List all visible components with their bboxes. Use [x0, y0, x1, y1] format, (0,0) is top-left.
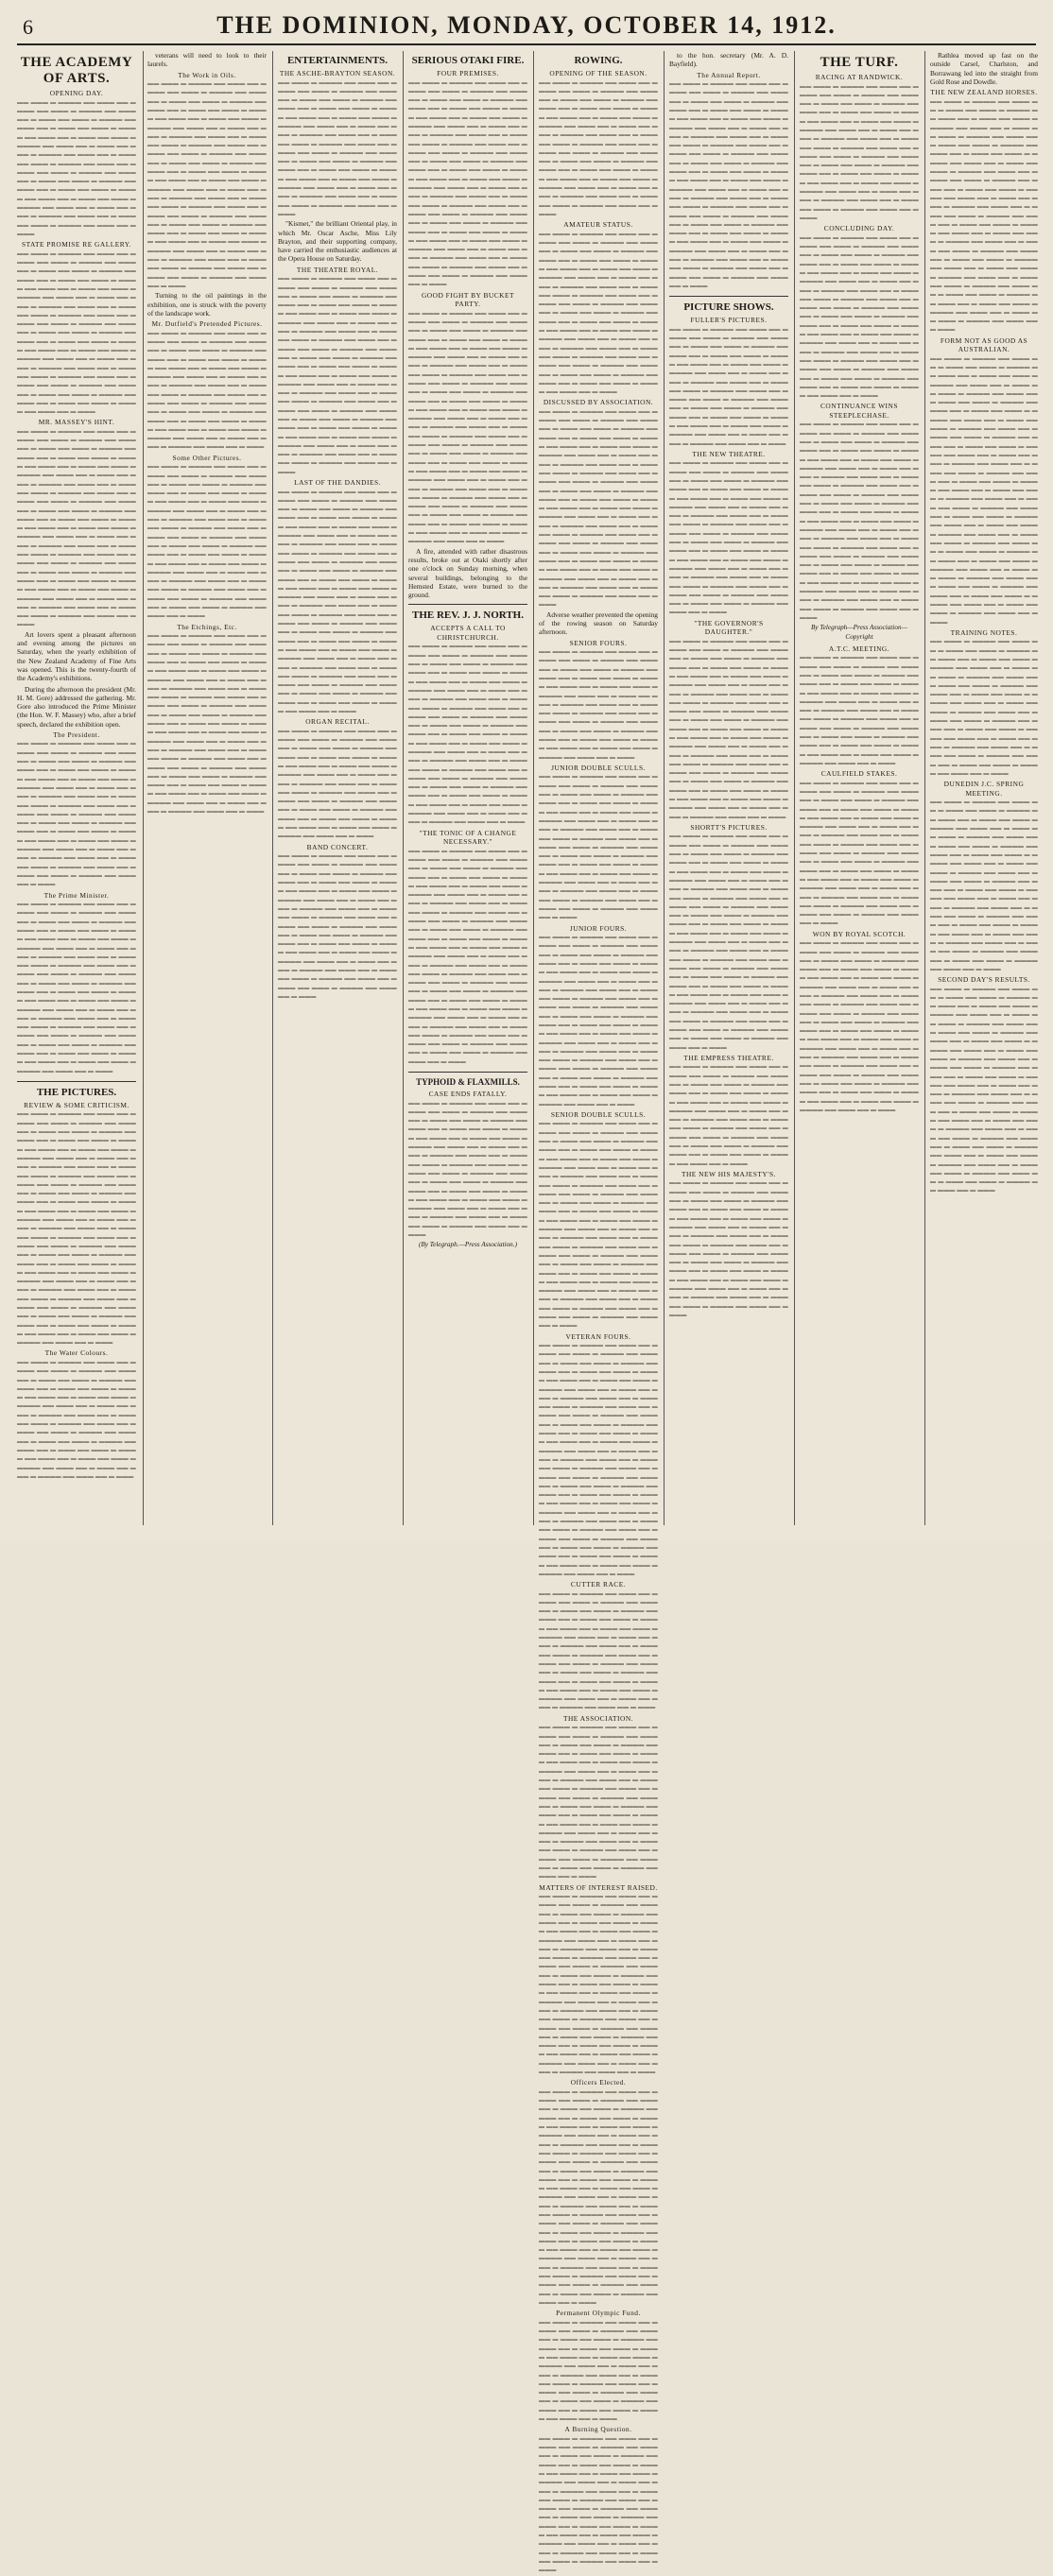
body-paragraph: During the afternoon the president (Mr. H. M. Gore) addressed the gathering. Mr. Gore also introduced the Prime Minister (the Hon. W. F. Massey) who, after a brief speech, declared the exhibition open. [17, 684, 136, 729]
column-text-texture: ▬▬ ▬▬▬ ▬ ▬▬▬▬ ▬▬ ▬▬▬ ▬▬ ▬ ▬▬▬ ▬▬ ▬▬▬ ▬ ▬▬▬▬ ▬▬ ▬▬▬ ▬▬ ▬ ▬▬▬ ▬▬ ▬▬▬ ▬ ▬▬▬▬ ▬▬ ▬▬▬ ▬▬ ▬ ▬▬▬ ▬▬ ▬▬▬ ▬ ▬▬▬▬ ▬▬ ▬▬▬ ▬▬ ▬ ▬▬▬ ▬▬ ▬▬▬ ▬ ▬▬▬▬ ▬▬ ▬▬▬ ▬▬ ▬ ▬▬▬ ▬▬ ▬▬▬ ▬ ▬▬▬▬ ▬▬ ▬▬▬ ▬▬ ▬ ▬▬▬ ▬▬ ▬▬▬ ▬ ▬▬▬▬ ▬▬ ▬▬▬ ▬▬ ▬ ▬▬▬ ▬▬ ▬▬▬ ▬ ▬▬▬▬ ▬▬ ▬▬▬ ▬▬ ▬ ▬▬▬ ▬▬ ▬▬▬ ▬ ▬▬▬▬ ▬▬ ▬▬▬ ▬▬ ▬ ▬▬▬ ▬▬ ▬▬▬ ▬ ▬▬▬▬ ▬▬ ▬▬▬ ▬▬ ▬ ▬▬▬ ▬▬ ▬▬▬ ▬ ▬▬▬▬ ▬▬ ▬▬▬ ▬▬ ▬ ▬▬▬ ▬▬ ▬▬▬ ▬ ▬▬▬▬ ▬▬ ▬▬▬ ▬▬ ▬ ▬▬▬ ▬▬ ▬▬▬ ▬ ▬▬▬▬ ▬▬ ▬▬▬ ▬▬ ▬ ▬▬▬ [539, 2435, 658, 2574]
column-text-texture: ▬▬ ▬▬▬ ▬ ▬▬▬▬ ▬▬ ▬▬▬ ▬▬ ▬ ▬▬▬ ▬▬ ▬▬▬ ▬ ▬▬▬▬ ▬▬ ▬▬▬ ▬▬ ▬ ▬▬▬ ▬▬ ▬▬▬ ▬ ▬▬▬▬ ▬▬ ▬▬▬ ▬▬ ▬ ▬▬▬ ▬▬ ▬▬▬ ▬ ▬▬▬▬ ▬▬ ▬▬▬ ▬▬ ▬ ▬▬▬ ▬▬ ▬▬▬ ▬ ▬▬▬▬ ▬▬ ▬▬▬ ▬▬ ▬ ▬▬▬ ▬▬ ▬▬▬ ▬ ▬▬▬▬ ▬▬ ▬▬▬ ▬▬ ▬ ▬▬▬ ▬▬ ▬▬▬ ▬ ▬▬▬▬ ▬▬ ▬▬▬ ▬▬ ▬ ▬▬▬ ▬▬ ▬▬▬ ▬ ▬▬▬▬ ▬▬ ▬▬▬ ▬▬ ▬ ▬▬▬ ▬▬ ▬▬▬ ▬ ▬▬▬▬ ▬▬ ▬▬▬ ▬▬ ▬ ▬▬▬ ▬▬ ▬▬▬ ▬ ▬▬▬▬ ▬▬ ▬▬▬ ▬▬ ▬ ▬▬▬ ▬▬ ▬▬▬ ▬ ▬▬▬▬ ▬▬ ▬▬▬ ▬▬ ▬ ▬▬▬ ▬▬ ▬▬▬ ▬ ▬▬▬▬ ▬▬ ▬▬▬ ▬▬ ▬ ▬▬▬ [669, 326, 788, 447]
column-2 [147, 51, 267, 1525]
byline: (By Telegraph.—Press Association.) [419, 1241, 517, 1249]
sub-heading: The Annual Report. [697, 70, 761, 79]
column-text-texture: ▬▬ ▬▬▬ ▬ ▬▬▬▬ ▬▬ ▬▬▬ ▬▬ ▬ ▬▬▬ ▬▬ ▬▬▬ ▬ ▬▬▬▬ ▬▬ ▬▬▬ ▬▬ ▬ ▬▬▬ ▬▬ ▬▬▬ ▬ ▬▬▬▬ ▬▬ ▬▬▬ ▬▬ ▬ ▬▬▬ ▬▬ ▬▬▬ ▬ ▬▬▬▬ ▬▬ ▬▬▬ ▬▬ ▬ ▬▬▬ ▬▬ ▬▬▬ ▬ ▬▬▬▬ ▬▬ ▬▬▬ ▬▬ ▬ ▬▬▬ ▬▬ ▬▬▬ ▬ ▬▬▬▬ ▬▬ ▬▬▬ ▬▬ ▬ ▬▬▬ ▬▬ ▬▬▬ ▬ ▬▬▬▬ ▬▬ ▬▬▬ ▬▬ ▬ ▬▬▬ ▬▬ ▬▬▬ ▬ ▬▬▬▬ ▬▬ ▬▬▬ ▬▬ ▬ ▬▬▬ ▬▬ ▬▬▬ ▬ ▬▬▬▬ ▬▬ ▬▬▬ ▬▬ ▬ ▬▬▬ ▬▬ ▬▬▬ ▬ ▬▬▬▬ ▬▬ ▬▬▬ ▬▬ ▬ ▬▬▬ ▬▬ ▬▬▬ ▬ ▬▬▬▬ ▬▬ ▬▬▬ ▬▬ ▬ ▬▬▬ ▬▬ ▬▬▬ ▬ ▬▬▬▬ ▬▬ ▬▬▬ ▬▬ ▬ ▬▬▬ ▬▬ ▬▬▬ ▬ ▬▬▬▬ ▬▬ ▬▬▬ ▬▬ ▬ ▬▬▬ ▬▬ ▬▬▬ ▬ ▬▬▬▬ ▬▬ ▬▬▬ ▬▬ ▬ ▬▬▬ [17, 741, 136, 888]
section-divider [408, 604, 527, 605]
column-text-texture: ▬▬ ▬▬▬ ▬ ▬▬▬▬ ▬▬ ▬▬▬ ▬▬ ▬ ▬▬▬ ▬▬ ▬▬▬ ▬ ▬▬▬▬ ▬▬ ▬▬▬ ▬▬ ▬ ▬▬▬ ▬▬ ▬▬▬ ▬ ▬▬▬▬ ▬▬ ▬▬▬ ▬▬ ▬ ▬▬▬ ▬▬ ▬▬▬ ▬ ▬▬▬▬ ▬▬ ▬▬▬ ▬▬ ▬ ▬▬▬ ▬▬ ▬▬▬ ▬ ▬▬▬▬ ▬▬ ▬▬▬ ▬▬ ▬ ▬▬▬ ▬▬ ▬▬▬ ▬ ▬▬▬▬ ▬▬ ▬▬▬ ▬▬ ▬ ▬▬▬ ▬▬ ▬▬▬ ▬ ▬▬▬▬ ▬▬ ▬▬▬ ▬▬ ▬ ▬▬▬ ▬▬ ▬▬▬ ▬ ▬▬▬▬ ▬▬ ▬▬▬ ▬▬ ▬ ▬▬▬ ▬▬ ▬▬▬ ▬ ▬▬▬▬ ▬▬ ▬▬▬ ▬▬ ▬ ▬▬▬ ▬▬ ▬▬▬ ▬ ▬▬▬▬ ▬▬ ▬▬▬ ▬▬ ▬ ▬▬▬ ▬▬ ▬▬▬ ▬ ▬▬▬▬ ▬▬ ▬▬▬ ▬▬ ▬ ▬▬▬ [278, 728, 397, 840]
article-headline: TYPHOID & FLAXMILLS. [416, 1077, 520, 1088]
column-text-texture: ▬▬ ▬▬▬ ▬ ▬▬▬▬ ▬▬ ▬▬▬ ▬▬ ▬ ▬▬▬ ▬▬ ▬▬▬ ▬ ▬▬▬▬ ▬▬ ▬▬▬ ▬▬ ▬ ▬▬▬ ▬▬ ▬▬▬ ▬ ▬▬▬▬ ▬▬ ▬▬▬ ▬▬ ▬ ▬▬▬ ▬▬ ▬▬▬ ▬ ▬▬▬▬ ▬▬ ▬▬▬ ▬▬ ▬ ▬▬▬ ▬▬ ▬▬▬ ▬ ▬▬▬▬ ▬▬ ▬▬▬ ▬▬ ▬ ▬▬▬ ▬▬ ▬▬▬ ▬ ▬▬▬▬ ▬▬ ▬▬▬ ▬▬ ▬ ▬▬▬ ▬▬ ▬▬▬ ▬ ▬▬▬▬ ▬▬ ▬▬▬ ▬▬ ▬ ▬▬▬ ▬▬ ▬▬▬ ▬ ▬▬▬▬ ▬▬ ▬▬▬ ▬▬ ▬ ▬▬▬ ▬▬ ▬▬▬ ▬ ▬▬▬▬ ▬▬ ▬▬▬ ▬▬ ▬ ▬▬▬ ▬▬ ▬▬▬ ▬ ▬▬▬▬ ▬▬ ▬▬▬ ▬▬ ▬ ▬▬▬ [669, 1064, 788, 1167]
column-rule [403, 51, 404, 1525]
column-text-texture: ▬▬ ▬▬▬ ▬ ▬▬▬▬ ▬▬ ▬▬▬ ▬▬ ▬ ▬▬▬ ▬▬ ▬▬▬ ▬ ▬▬▬▬ ▬▬ ▬▬▬ ▬▬ ▬ ▬▬▬ ▬▬ ▬▬▬ ▬ ▬▬▬▬ ▬▬ ▬▬▬ ▬▬ ▬ ▬▬▬ ▬▬ ▬▬▬ ▬ ▬▬▬▬ ▬▬ ▬▬▬ ▬▬ ▬ ▬▬▬ ▬▬ ▬▬▬ ▬ ▬▬▬▬ ▬▬ ▬▬▬ ▬▬ ▬ ▬▬▬ ▬▬ ▬▬▬ ▬ ▬▬▬▬ ▬▬ ▬▬▬ ▬▬ ▬ ▬▬▬ ▬▬ ▬▬▬ ▬ ▬▬▬▬ ▬▬ ▬▬▬ ▬▬ ▬ ▬▬▬ ▬▬ ▬▬▬ ▬ ▬▬▬▬ ▬▬ ▬▬▬ ▬▬ ▬ ▬▬▬ ▬▬ ▬▬▬ ▬ ▬▬▬▬ ▬▬ ▬▬▬ ▬▬ ▬ ▬▬▬ ▬▬ ▬▬▬ ▬ ▬▬▬▬ ▬▬ ▬▬▬ ▬▬ ▬ ▬▬▬ ▬▬ ▬▬▬ ▬ ▬▬▬▬ ▬▬ ▬▬▬ ▬▬ ▬ ▬▬▬ ▬▬ ▬▬▬ ▬ ▬▬▬▬ ▬▬ ▬▬▬ ▬▬ ▬ ▬▬▬ ▬▬ ▬▬▬ ▬ ▬▬▬▬ ▬▬ ▬▬▬ ▬▬ ▬ ▬▬▬ [539, 79, 658, 217]
column-text-texture: ▬▬ ▬▬▬ ▬ ▬▬▬▬ ▬▬ ▬▬▬ ▬▬ ▬ ▬▬▬ ▬▬ ▬▬▬ ▬ ▬▬▬▬ ▬▬ ▬▬▬ ▬▬ ▬ ▬▬▬ ▬▬ ▬▬▬ ▬ ▬▬▬▬ ▬▬ ▬▬▬ ▬▬ ▬ ▬▬▬ ▬▬ ▬▬▬ ▬ ▬▬▬▬ ▬▬ ▬▬▬ ▬▬ ▬ ▬▬▬ ▬▬ ▬▬▬ ▬ ▬▬▬▬ ▬▬ ▬▬▬ ▬▬ ▬ ▬▬▬ ▬▬ ▬▬▬ ▬ ▬▬▬▬ ▬▬ ▬▬▬ ▬▬ ▬ ▬▬▬ ▬▬ ▬▬▬ ▬ ▬▬▬▬ ▬▬ ▬▬▬ ▬▬ ▬ ▬▬▬ ▬▬ ▬▬▬ ▬ ▬▬▬▬ ▬▬ ▬▬▬ ▬▬ ▬ ▬▬▬ ▬▬ ▬▬▬ ▬ ▬▬▬▬ ▬▬ ▬▬▬ ▬▬ ▬ ▬▬▬ ▬▬ ▬▬▬ ▬ ▬▬▬▬ ▬▬ ▬▬▬ ▬▬ ▬ ▬▬▬ ▬▬ ▬▬▬ ▬ ▬▬▬▬ ▬▬ ▬▬▬ ▬▬ ▬ ▬▬▬ ▬▬ ▬▬▬ ▬ ▬▬▬▬ ▬▬ ▬▬▬ ▬▬ ▬ ▬▬▬ ▬▬ ▬▬▬ ▬ ▬▬▬▬ ▬▬ ▬▬▬ ▬▬ ▬ ▬▬▬ ▬▬ ▬▬▬ ▬ ▬▬▬▬ ▬▬ ▬▬▬ ▬▬ ▬ ▬▬▬ ▬▬ ▬▬▬ ▬ ▬▬▬▬ ▬▬ ▬▬▬ ▬▬ ▬ ▬▬▬ ▬▬ ▬▬▬ ▬ ▬▬▬▬ ▬▬ ▬▬▬ ▬▬ ▬ ▬▬▬ ▬▬ ▬▬▬ ▬ ▬▬▬▬ ▬▬ ▬▬▬ ▬▬ ▬ ▬▬▬ ▬▬ ▬▬▬ ▬ ▬▬▬▬ ▬▬ ▬▬▬ ▬▬ ▬ ▬▬▬ ▬▬ ▬▬▬ ▬ ▬▬▬▬ ▬▬ ▬▬▬ ▬▬ ▬ ▬▬▬ ▬▬ ▬▬▬ ▬ ▬▬▬▬ ▬▬ ▬▬▬ ▬▬ ▬ ▬▬▬ ▬▬ ▬▬▬ ▬ ▬▬▬▬ ▬▬ ▬▬▬ ▬▬ ▬ ▬▬▬ [408, 848, 527, 1065]
column-text-texture: ▬▬ ▬▬▬ ▬ ▬▬▬▬ ▬▬ ▬▬▬ ▬▬ ▬ ▬▬▬ ▬▬ ▬▬▬ ▬ ▬▬▬▬ ▬▬ ▬▬▬ ▬▬ ▬ ▬▬▬ ▬▬ ▬▬▬ ▬ ▬▬▬▬ ▬▬ ▬▬▬ ▬▬ ▬ ▬▬▬ ▬▬ ▬▬▬ ▬ ▬▬▬▬ ▬▬ ▬▬▬ ▬▬ ▬ ▬▬▬ ▬▬ ▬▬▬ ▬ ▬▬▬▬ ▬▬ ▬▬▬ ▬▬ ▬ ▬▬▬ ▬▬ ▬▬▬ ▬ ▬▬▬▬ ▬▬ ▬▬▬ ▬▬ ▬ ▬▬▬ ▬▬ ▬▬▬ ▬ ▬▬▬▬ ▬▬ ▬▬▬ ▬▬ ▬ ▬▬▬ ▬▬ ▬▬▬ ▬ ▬▬▬▬ ▬▬ ▬▬▬ ▬▬ ▬ ▬▬▬ ▬▬ ▬▬▬ ▬ ▬▬▬▬ ▬▬ ▬▬▬ ▬▬ ▬ ▬▬▬ ▬▬ ▬▬▬ ▬ ▬▬▬▬ ▬▬ ▬▬▬ ▬▬ ▬ ▬▬▬ ▬▬ ▬▬▬ ▬ ▬▬▬▬ ▬▬ ▬▬▬ ▬▬ ▬ ▬▬▬ ▬▬ ▬▬▬ ▬ ▬▬▬▬ ▬▬ ▬▬▬ ▬▬ ▬ ▬▬▬ ▬▬ ▬▬▬ ▬ ▬▬▬▬ ▬▬ ▬▬▬ ▬▬ ▬ ▬▬▬ ▬▬ ▬▬▬ ▬ ▬▬▬▬ ▬▬ ▬▬▬ ▬▬ ▬ ▬▬▬ ▬▬ ▬▬▬ ▬ ▬▬▬▬ ▬▬ ▬▬▬ ▬▬ ▬ ▬▬▬ ▬▬ ▬▬▬ ▬ ▬▬▬▬ ▬▬ ▬▬▬ ▬▬ ▬ ▬▬▬ ▬▬ ▬▬▬ ▬ ▬▬▬▬ ▬▬ ▬▬▬ ▬▬ ▬ ▬▬▬ [539, 935, 658, 1108]
sub-heading: RACING AT RANDWICK. [815, 73, 904, 81]
column-rule [924, 51, 925, 1525]
sub-heading: GOOD FIGHT BY BUCKET PARTY. [421, 290, 515, 309]
column-3 [278, 51, 397, 1525]
column-rule [664, 51, 665, 1525]
column-text-texture: ▬▬ ▬▬▬ ▬ ▬▬▬▬ ▬▬ ▬▬▬ ▬▬ ▬ ▬▬▬ ▬▬ ▬▬▬ ▬ ▬▬▬▬ ▬▬ ▬▬▬ ▬▬ ▬ ▬▬▬ ▬▬ ▬▬▬ ▬ ▬▬▬▬ ▬▬ ▬▬▬ ▬▬ ▬ ▬▬▬ ▬▬ ▬▬▬ ▬ ▬▬▬▬ ▬▬ ▬▬▬ ▬▬ ▬ ▬▬▬ ▬▬ ▬▬▬ ▬ ▬▬▬▬ ▬▬ ▬▬▬ ▬▬ ▬ ▬▬▬ ▬▬ ▬▬▬ ▬ ▬▬▬▬ ▬▬ ▬▬▬ ▬▬ ▬ ▬▬▬ ▬▬ ▬▬▬ ▬ ▬▬▬▬ ▬▬ ▬▬▬ ▬▬ ▬ ▬▬▬ ▬▬ ▬▬▬ ▬ ▬▬▬▬ ▬▬ ▬▬▬ ▬▬ ▬ ▬▬▬ ▬▬ ▬▬▬ ▬ ▬▬▬▬ ▬▬ ▬▬▬ ▬▬ ▬ ▬▬▬ ▬▬ ▬▬▬ ▬ ▬▬▬▬ ▬▬ ▬▬▬ ▬▬ ▬ ▬▬▬ ▬▬ ▬▬▬ ▬ ▬▬▬▬ ▬▬ ▬▬▬ ▬▬ ▬ ▬▬▬ ▬▬ ▬▬▬ ▬ ▬▬▬▬ ▬▬ ▬▬▬ ▬▬ ▬ ▬▬▬ ▬▬ ▬▬▬ ▬ ▬▬▬▬ ▬▬ ▬▬▬ ▬▬ ▬ ▬▬▬ ▬▬ ▬▬▬ ▬ ▬▬▬▬ ▬▬ ▬▬▬ ▬▬ ▬ ▬▬▬ ▬▬ ▬▬▬ ▬ ▬▬▬▬ ▬▬ ▬▬▬ ▬▬ ▬ ▬▬▬ ▬▬ ▬▬▬ ▬ ▬▬▬▬ ▬▬ ▬▬▬ ▬▬ ▬ ▬▬▬ ▬▬ ▬▬▬ ▬ ▬▬▬▬ ▬▬ ▬▬▬ ▬▬ ▬ ▬▬▬ ▬▬ ▬▬▬ ▬ ▬▬▬▬ ▬▬ ▬▬▬ ▬▬ ▬ ▬▬▬ ▬▬ ▬▬▬ ▬ ▬▬▬▬ ▬▬ ▬▬▬ ▬▬ ▬ ▬▬▬ ▬▬ ▬▬▬ ▬ ▬▬▬▬ ▬▬ ▬▬▬ ▬▬ ▬ ▬▬▬ ▬▬ ▬▬▬ ▬ ▬▬▬▬ ▬▬ ▬▬▬ ▬▬ ▬ ▬▬▬ [539, 2088, 658, 2306]
sub-heading: OPENING OF THE SEASON. [549, 69, 647, 77]
sub-heading: THE NEW ZEALAND HORSES. [930, 88, 1038, 97]
body-paragraph: Adverse weather prevented the opening of the rowing season on Saturday afternoon. [539, 610, 658, 637]
column-text-texture: ▬▬ ▬▬▬ ▬ ▬▬▬▬ ▬▬ ▬▬▬ ▬▬ ▬ ▬▬▬ ▬▬ ▬▬▬ ▬ ▬▬▬▬ ▬▬ ▬▬▬ ▬▬ ▬ ▬▬▬ ▬▬ ▬▬▬ ▬ ▬▬▬▬ ▬▬ ▬▬▬ ▬▬ ▬ ▬▬▬ ▬▬ ▬▬▬ ▬ ▬▬▬▬ ▬▬ ▬▬▬ ▬▬ ▬ ▬▬▬ ▬▬ ▬▬▬ ▬ ▬▬▬▬ ▬▬ ▬▬▬ ▬▬ ▬ ▬▬▬ ▬▬ ▬▬▬ ▬ ▬▬▬▬ ▬▬ ▬▬▬ ▬▬ ▬ ▬▬▬ ▬▬ ▬▬▬ ▬ ▬▬▬▬ ▬▬ ▬▬▬ ▬▬ ▬ ▬▬▬ ▬▬ ▬▬▬ ▬ ▬▬▬▬ ▬▬ ▬▬▬ ▬▬ ▬ ▬▬▬ ▬▬ ▬▬▬ ▬ ▬▬▬▬ ▬▬ ▬▬▬ ▬▬ ▬ ▬▬▬ ▬▬ ▬▬▬ ▬ ▬▬▬▬ ▬▬ ▬▬▬ ▬▬ ▬ ▬▬▬ ▬▬ ▬▬▬ ▬ ▬▬▬▬ ▬▬ ▬▬▬ ▬▬ ▬ ▬▬▬ ▬▬ ▬▬▬ ▬ ▬▬▬▬ ▬▬ ▬▬▬ ▬▬ ▬ ▬▬▬ ▬▬ ▬▬▬ ▬ ▬▬▬▬ ▬▬ ▬▬▬ ▬▬ ▬ ▬▬▬ ▬▬ ▬▬▬ ▬ ▬▬▬▬ ▬▬ ▬▬▬ ▬▬ ▬ ▬▬▬ ▬▬ ▬▬▬ ▬ ▬▬▬▬ ▬▬ ▬▬▬ ▬▬ ▬ ▬▬▬ ▬▬ ▬▬▬ ▬ ▬▬▬▬ ▬▬ ▬▬▬ ▬▬ ▬ ▬▬▬ ▬▬ ▬▬▬ ▬ ▬▬▬▬ ▬▬ ▬▬▬ ▬▬ ▬ ▬▬▬ ▬▬ ▬▬▬ ▬ ▬▬▬▬ ▬▬ ▬▬▬ ▬▬ ▬ ▬▬▬ ▬▬ ▬▬▬ ▬ ▬▬▬▬ ▬▬ ▬▬▬ ▬▬ ▬ ▬▬▬ ▬▬ ▬▬▬ ▬ ▬▬▬▬ ▬▬ ▬▬▬ ▬▬ ▬ ▬▬▬ [147, 81, 267, 289]
section-divider [669, 296, 788, 297]
sub-heading: OPENING DAY. [49, 89, 104, 97]
column-text-texture: ▬▬ ▬▬▬ ▬ ▬▬▬▬ ▬▬ ▬▬▬ ▬▬ ▬ ▬▬▬ ▬▬ ▬▬▬ ▬ ▬▬▬▬ ▬▬ ▬▬▬ ▬▬ ▬ ▬▬▬ ▬▬ ▬▬▬ ▬ ▬▬▬▬ ▬▬ ▬▬▬ ▬▬ ▬ ▬▬▬ ▬▬ ▬▬▬ ▬ ▬▬▬▬ ▬▬ ▬▬▬ ▬▬ ▬ ▬▬▬ ▬▬ ▬▬▬ ▬ ▬▬▬▬ ▬▬ ▬▬▬ ▬▬ ▬ ▬▬▬ ▬▬ ▬▬▬ ▬ ▬▬▬▬ ▬▬ ▬▬▬ ▬▬ ▬ ▬▬▬ ▬▬ ▬▬▬ ▬ ▬▬▬▬ ▬▬ ▬▬▬ ▬▬ ▬ ▬▬▬ ▬▬ ▬▬▬ ▬ ▬▬▬▬ ▬▬ ▬▬▬ ▬▬ ▬ ▬▬▬ ▬▬ ▬▬▬ ▬ ▬▬▬▬ ▬▬ ▬▬▬ ▬▬ ▬ ▬▬▬ ▬▬ ▬▬▬ ▬ ▬▬▬▬ ▬▬ ▬▬▬ ▬▬ ▬ ▬▬▬ ▬▬ ▬▬▬ ▬ ▬▬▬▬ ▬▬ ▬▬▬ ▬▬ ▬ ▬▬▬ [539, 649, 658, 761]
sub-heading: SHORTT'S PICTURES. [690, 822, 768, 832]
sub-heading: AMATEUR STATUS. [563, 220, 633, 230]
sub-heading: THE NEW HIS MAJESTY'S. [681, 1169, 777, 1178]
column-text-texture: ▬▬ ▬▬▬ ▬ ▬▬▬▬ ▬▬ ▬▬▬ ▬▬ ▬ ▬▬▬ ▬▬ ▬▬▬ ▬ ▬▬▬▬ ▬▬ ▬▬▬ ▬▬ ▬ ▬▬▬ ▬▬ ▬▬▬ ▬ ▬▬▬▬ ▬▬ ▬▬▬ ▬▬ ▬ ▬▬▬ ▬▬ ▬▬▬ ▬ ▬▬▬▬ ▬▬ ▬▬▬ ▬▬ ▬ ▬▬▬ ▬▬ ▬▬▬ ▬ ▬▬▬▬ ▬▬ ▬▬▬ ▬▬ ▬ ▬▬▬ ▬▬ ▬▬▬ ▬ ▬▬▬▬ ▬▬ ▬▬▬ ▬▬ ▬ ▬▬▬ ▬▬ ▬▬▬ ▬ ▬▬▬▬ ▬▬ ▬▬▬ ▬▬ ▬ ▬▬▬ ▬▬ ▬▬▬ ▬ ▬▬▬▬ ▬▬ ▬▬▬ ▬▬ ▬ ▬▬▬ ▬▬ ▬▬▬ ▬ ▬▬▬▬ ▬▬ ▬▬▬ ▬▬ ▬ ▬▬▬ ▬▬ ▬▬▬ ▬ ▬▬▬▬ ▬▬ ▬▬▬ ▬▬ ▬ ▬▬▬ ▬▬ ▬▬▬ ▬ ▬▬▬▬ ▬▬ ▬▬▬ ▬▬ ▬ ▬▬▬ ▬▬ ▬▬▬ ▬ ▬▬▬▬ ▬▬ ▬▬▬ ▬▬ ▬ ▬▬▬ [147, 330, 267, 451]
sub-heading: Officers Elected. [570, 2078, 627, 2087]
column-text-texture: ▬▬ ▬▬▬ ▬ ▬▬▬▬ ▬▬ ▬▬▬ ▬▬ ▬ ▬▬▬ ▬▬ ▬▬▬ ▬ ▬▬▬▬ ▬▬ ▬▬▬ ▬▬ ▬ ▬▬▬ ▬▬ ▬▬▬ ▬ ▬▬▬▬ ▬▬ ▬▬▬ ▬▬ ▬ ▬▬▬ ▬▬ ▬▬▬ ▬ ▬▬▬▬ ▬▬ ▬▬▬ ▬▬ ▬ ▬▬▬ ▬▬ ▬▬▬ ▬ ▬▬▬▬ ▬▬ ▬▬▬ ▬▬ ▬ ▬▬▬ ▬▬ ▬▬▬ ▬ ▬▬▬▬ ▬▬ ▬▬▬ ▬▬ ▬ ▬▬▬ ▬▬ ▬▬▬ ▬ ▬▬▬▬ ▬▬ ▬▬▬ ▬▬ ▬ ▬▬▬ ▬▬ ▬▬▬ ▬ ▬▬▬▬ ▬▬ ▬▬▬ ▬▬ ▬ ▬▬▬ ▬▬ ▬▬▬ ▬ ▬▬▬▬ ▬▬ ▬▬▬ ▬▬ ▬ ▬▬▬ ▬▬ ▬▬▬ ▬ ▬▬▬▬ ▬▬ ▬▬▬ ▬▬ ▬ ▬▬▬ ▬▬ ▬▬▬ ▬ ▬▬▬▬ ▬▬ ▬▬▬ ▬▬ ▬ ▬▬▬ ▬▬ ▬▬▬ ▬ ▬▬▬▬ ▬▬ ▬▬▬ ▬▬ ▬ ▬▬▬ ▬▬ ▬▬▬ ▬ ▬▬▬▬ ▬▬ ▬▬▬ ▬▬ ▬ ▬▬▬ ▬▬ ▬▬▬ ▬ ▬▬▬▬ ▬▬ ▬▬▬ ▬▬ ▬ ▬▬▬ ▬▬ ▬▬▬ ▬ ▬▬▬▬ ▬▬ ▬▬▬ ▬▬ ▬ ▬▬▬ ▬▬ ▬▬▬ ▬ ▬▬▬▬ ▬▬ ▬▬▬ ▬▬ ▬ ▬▬▬ ▬▬ ▬▬▬ ▬ ▬▬▬▬ ▬▬ ▬▬▬ ▬▬ ▬ ▬▬▬ ▬▬ ▬▬▬ ▬ ▬▬▬▬ ▬▬ ▬▬▬ ▬▬ ▬ ▬▬▬ ▬▬ ▬▬▬ ▬ ▬▬▬▬ ▬▬ ▬▬▬ ▬▬ ▬ ▬▬▬ ▬▬ ▬▬▬ ▬ ▬▬▬▬ ▬▬ ▬▬▬ ▬▬ ▬ ▬▬▬ ▬▬ ▬▬▬ ▬ ▬▬▬▬ ▬▬ ▬▬▬ ▬▬ ▬ ▬▬▬ ▬▬ ▬▬▬ ▬ ▬▬▬▬ ▬▬ ▬▬▬ ▬▬ ▬ ▬▬▬ [278, 489, 397, 714]
page-number: 6 [23, 15, 33, 39]
column-text-texture: ▬▬ ▬▬▬ ▬ ▬▬▬▬ ▬▬ ▬▬▬ ▬▬ ▬ ▬▬▬ ▬▬ ▬▬▬ ▬ ▬▬▬▬ ▬▬ ▬▬▬ ▬▬ ▬ ▬▬▬ ▬▬ ▬▬▬ ▬ ▬▬▬▬ ▬▬ ▬▬▬ ▬▬ ▬ ▬▬▬ ▬▬ ▬▬▬ ▬ ▬▬▬▬ ▬▬ ▬▬▬ ▬▬ ▬ ▬▬▬ ▬▬ ▬▬▬ ▬ ▬▬▬▬ ▬▬ ▬▬▬ ▬▬ ▬ ▬▬▬ ▬▬ ▬▬▬ ▬ ▬▬▬▬ ▬▬ ▬▬▬ ▬▬ ▬ ▬▬▬ ▬▬ ▬▬▬ ▬ ▬▬▬▬ ▬▬ ▬▬▬ ▬▬ ▬ ▬▬▬ ▬▬ ▬▬▬ ▬ ▬▬▬▬ ▬▬ ▬▬▬ ▬▬ ▬ ▬▬▬ ▬▬ ▬▬▬ ▬ ▬▬▬▬ ▬▬ ▬▬▬ ▬▬ ▬ ▬▬▬ ▬▬ ▬▬▬ ▬ ▬▬▬▬ ▬▬ ▬▬▬ ▬▬ ▬ ▬▬▬ ▬▬ ▬▬▬ ▬ ▬▬▬▬ ▬▬ ▬▬▬ ▬▬ ▬ ▬▬▬ ▬▬ ▬▬▬ ▬ ▬▬▬▬ ▬▬ ▬▬▬ ▬▬ ▬ ▬▬▬ ▬▬ ▬▬▬ ▬ ▬▬▬▬ ▬▬ ▬▬▬ ▬▬ ▬ ▬▬▬ ▬▬ ▬▬▬ ▬ ▬▬▬▬ ▬▬ ▬▬▬ ▬▬ ▬ ▬▬▬ ▬▬ ▬▬▬ ▬ ▬▬▬▬ ▬▬ ▬▬▬ ▬▬ ▬ ▬▬▬ ▬▬ ▬▬▬ ▬ ▬▬▬▬ ▬▬ ▬▬▬ ▬▬ ▬ ▬▬▬ ▬▬ ▬▬▬ ▬ ▬▬▬▬ ▬▬ ▬▬▬ ▬▬ ▬ ▬▬▬ ▬▬ ▬▬▬ ▬ ▬▬▬▬ ▬▬ ▬▬▬ ▬▬ ▬ ▬▬▬ ▬▬ ▬▬▬ ▬ ▬▬▬▬ ▬▬ ▬▬▬ ▬▬ ▬ ▬▬▬ ▬▬ ▬▬▬ ▬ ▬▬▬▬ ▬▬ ▬▬▬ ▬▬ ▬ ▬▬▬ ▬▬ ▬▬▬ ▬ ▬▬▬▬ ▬▬ ▬▬▬ ▬▬ ▬ ▬▬▬ ▬▬ ▬▬▬ ▬ ▬▬▬▬ ▬▬ ▬▬▬ ▬▬ ▬ ▬▬▬ ▬▬ ▬▬▬ ▬ ▬▬▬▬ ▬▬ ▬▬▬ ▬▬ ▬ ▬▬▬ [408, 310, 527, 545]
column-text-texture: ▬▬ ▬▬▬ ▬ ▬▬▬▬ ▬▬ ▬▬▬ ▬▬ ▬ ▬▬▬ ▬▬ ▬▬▬ ▬ ▬▬▬▬ ▬▬ ▬▬▬ ▬▬ ▬ ▬▬▬ ▬▬ ▬▬▬ ▬ ▬▬▬▬ ▬▬ ▬▬▬ ▬▬ ▬ ▬▬▬ ▬▬ ▬▬▬ ▬ ▬▬▬▬ ▬▬ ▬▬▬ ▬▬ ▬ ▬▬▬ ▬▬ ▬▬▬ ▬ ▬▬▬▬ ▬▬ ▬▬▬ ▬▬ ▬ ▬▬▬ ▬▬ ▬▬▬ ▬ ▬▬▬▬ ▬▬ ▬▬▬ ▬▬ ▬ ▬▬▬ ▬▬ ▬▬▬ ▬ ▬▬▬▬ ▬▬ ▬▬▬ ▬▬ ▬ ▬▬▬ ▬▬ ▬▬▬ ▬ ▬▬▬▬ ▬▬ ▬▬▬ ▬▬ ▬ ▬▬▬ ▬▬ ▬▬▬ ▬ ▬▬▬▬ ▬▬ ▬▬▬ ▬▬ ▬ ▬▬▬ ▬▬ ▬▬▬ ▬ ▬▬▬▬ ▬▬ ▬▬▬ ▬▬ ▬ ▬▬▬ ▬▬ ▬▬▬ ▬ ▬▬▬▬ ▬▬ ▬▬▬ ▬▬ ▬ ▬▬▬ ▬▬ ▬▬▬ ▬ ▬▬▬▬ ▬▬ ▬▬▬ ▬▬ ▬ ▬▬▬ ▬▬ ▬▬▬ ▬ ▬▬▬▬ ▬▬ ▬▬▬ ▬▬ ▬ ▬▬▬ ▬▬ ▬▬▬ ▬ ▬▬▬▬ ▬▬ ▬▬▬ ▬▬ ▬ ▬▬▬ [278, 853, 397, 1000]
sub-heading: THE ASSOCIATION. [562, 1713, 634, 1723]
columns-container [17, 51, 1038, 2574]
column-text-texture: ▬▬ ▬▬▬ ▬ ▬▬▬▬ ▬▬ ▬▬▬ ▬▬ ▬ ▬▬▬ ▬▬ ▬▬▬ ▬ ▬▬▬▬ ▬▬ ▬▬▬ ▬▬ ▬ ▬▬▬ ▬▬ ▬▬▬ ▬ ▬▬▬▬ ▬▬ ▬▬▬ ▬▬ ▬ ▬▬▬ ▬▬ ▬▬▬ ▬ ▬▬▬▬ ▬▬ ▬▬▬ ▬▬ ▬ ▬▬▬ ▬▬ ▬▬▬ ▬ ▬▬▬▬ ▬▬ ▬▬▬ ▬▬ ▬ ▬▬▬ ▬▬ ▬▬▬ ▬ ▬▬▬▬ ▬▬ ▬▬▬ ▬▬ ▬ ▬▬▬ ▬▬ ▬▬▬ ▬ ▬▬▬▬ ▬▬ ▬▬▬ ▬▬ ▬ ▬▬▬ ▬▬ ▬▬▬ ▬ ▬▬▬▬ ▬▬ ▬▬▬ ▬▬ ▬ ▬▬▬ ▬▬ ▬▬▬ ▬ ▬▬▬▬ ▬▬ ▬▬▬ ▬▬ ▬ ▬▬▬ ▬▬ ▬▬▬ ▬ ▬▬▬▬ ▬▬ ▬▬▬ ▬▬ ▬ ▬▬▬ ▬▬ ▬▬▬ ▬ ▬▬▬▬ ▬▬ ▬▬▬ ▬▬ ▬ ▬▬▬ ▬▬ ▬▬▬ ▬ ▬▬▬▬ ▬▬ ▬▬▬ ▬▬ ▬ ▬▬▬ [930, 639, 1038, 777]
column-text-texture: ▬▬ ▬▬▬ ▬ ▬▬▬▬ ▬▬ ▬▬▬ ▬▬ ▬ ▬▬▬ ▬▬ ▬▬▬ ▬ ▬▬▬▬ ▬▬ ▬▬▬ ▬▬ ▬ ▬▬▬ ▬▬ ▬▬▬ ▬ ▬▬▬▬ ▬▬ ▬▬▬ ▬▬ ▬ ▬▬▬ ▬▬ ▬▬▬ ▬ ▬▬▬▬ ▬▬ ▬▬▬ ▬▬ ▬ ▬▬▬ ▬▬ ▬▬▬ ▬ ▬▬▬▬ ▬▬ ▬▬▬ ▬▬ ▬ ▬▬▬ ▬▬ ▬▬▬ ▬ ▬▬▬▬ ▬▬ ▬▬▬ ▬▬ ▬ ▬▬▬ ▬▬ ▬▬▬ ▬ ▬▬▬▬ ▬▬ ▬▬▬ ▬▬ ▬ ▬▬▬ ▬▬ ▬▬▬ ▬ ▬▬▬▬ ▬▬ ▬▬▬ ▬▬ ▬ ▬▬▬ ▬▬ ▬▬▬ ▬ ▬▬▬▬ ▬▬ ▬▬▬ ▬▬ ▬ ▬▬▬ ▬▬ ▬▬▬ ▬ ▬▬▬▬ ▬▬ ▬▬▬ ▬▬ ▬ ▬▬▬ ▬▬ ▬▬▬ ▬ ▬▬▬▬ ▬▬ ▬▬▬ ▬▬ ▬ ▬▬▬ ▬▬ ▬▬▬ ▬ ▬▬▬▬ ▬▬ ▬▬▬ ▬▬ ▬ ▬▬▬ [539, 1590, 658, 1711]
sub-heading: VETERAN FOURS. [565, 1331, 631, 1341]
column-text-texture: ▬▬ ▬▬▬ ▬ ▬▬▬▬ ▬▬ ▬▬▬ ▬▬ ▬ ▬▬▬ ▬▬ ▬▬▬ ▬ ▬▬▬▬ ▬▬ ▬▬▬ ▬▬ ▬ ▬▬▬ ▬▬ ▬▬▬ ▬ ▬▬▬▬ ▬▬ ▬▬▬ ▬▬ ▬ ▬▬▬ ▬▬ ▬▬▬ ▬ ▬▬▬▬ ▬▬ ▬▬▬ ▬▬ ▬ ▬▬▬ ▬▬ ▬▬▬ ▬ ▬▬▬▬ ▬▬ ▬▬▬ ▬▬ ▬ ▬▬▬ ▬▬ ▬▬▬ ▬ ▬▬▬▬ ▬▬ ▬▬▬ ▬▬ ▬ ▬▬▬ ▬▬ ▬▬▬ ▬ ▬▬▬▬ ▬▬ ▬▬▬ ▬▬ ▬ ▬▬▬ ▬▬ ▬▬▬ ▬ ▬▬▬▬ ▬▬ ▬▬▬ ▬▬ ▬ ▬▬▬ ▬▬ ▬▬▬ ▬ ▬▬▬▬ ▬▬ ▬▬▬ ▬▬ ▬ ▬▬▬ ▬▬ ▬▬▬ ▬ ▬▬▬▬ ▬▬ ▬▬▬ ▬▬ ▬ ▬▬▬ ▬▬ ▬▬▬ ▬ ▬▬▬▬ ▬▬ ▬▬▬ ▬▬ ▬ ▬▬▬ ▬▬ ▬▬▬ ▬ ▬▬▬▬ ▬▬ ▬▬▬ ▬▬ ▬ ▬▬▬ ▬▬ ▬▬▬ ▬ ▬▬▬▬ ▬▬ ▬▬▬ ▬▬ ▬ ▬▬▬ ▬▬ ▬▬▬ ▬ ▬▬▬▬ ▬▬ ▬▬▬ ▬▬ ▬ ▬▬▬ ▬▬ ▬▬▬ ▬ ▬▬▬▬ ▬▬ ▬▬▬ ▬▬ ▬ ▬▬▬ ▬▬ ▬▬▬ ▬ ▬▬▬▬ ▬▬ ▬▬▬ ▬▬ ▬ ▬▬▬ ▬▬ ▬▬▬ ▬ ▬▬▬▬ ▬▬ ▬▬▬ ▬▬ ▬ ▬▬▬ ▬▬ ▬▬▬ ▬ ▬▬▬▬ ▬▬ ▬▬▬ ▬▬ ▬ ▬▬▬ ▬▬ ▬▬▬ ▬ ▬▬▬▬ ▬▬ ▬▬▬ ▬▬ ▬ ▬▬▬ ▬▬ ▬▬▬ ▬ ▬▬▬▬ ▬▬ ▬▬▬ ▬▬ ▬ ▬▬▬ ▬▬ ▬▬▬ ▬ ▬▬▬▬ ▬▬ ▬▬▬ ▬▬ ▬ ▬▬▬ [669, 833, 788, 1051]
sub-heading: JUNIOR FOURS. [569, 923, 628, 933]
body-paragraph: Art lovers spent a pleasant afternoon and evening among the pictures on Saturday, when the yearly exhibition of the New Zealand Academy of Fine Arts was opened. This is the twenty-fourth of the Academy's exhibitions. [17, 629, 136, 683]
column-text-texture: ▬▬ ▬▬▬ ▬ ▬▬▬▬ ▬▬ ▬▬▬ ▬▬ ▬ ▬▬▬ ▬▬ ▬▬▬ ▬ ▬▬▬▬ ▬▬ ▬▬▬ ▬▬ ▬ ▬▬▬ ▬▬ ▬▬▬ ▬ ▬▬▬▬ ▬▬ ▬▬▬ ▬▬ ▬ ▬▬▬ ▬▬ ▬▬▬ ▬ ▬▬▬▬ ▬▬ ▬▬▬ ▬▬ ▬ ▬▬▬ ▬▬ ▬▬▬ ▬ ▬▬▬▬ ▬▬ ▬▬▬ ▬▬ ▬ ▬▬▬ ▬▬ ▬▬▬ ▬ ▬▬▬▬ ▬▬ ▬▬▬ ▬▬ ▬ ▬▬▬ ▬▬ ▬▬▬ ▬ ▬▬▬▬ ▬▬ ▬▬▬ ▬▬ ▬ ▬▬▬ ▬▬ ▬▬▬ ▬ ▬▬▬▬ ▬▬ ▬▬▬ ▬▬ ▬ ▬▬▬ ▬▬ ▬▬▬ ▬ ▬▬▬▬ ▬▬ ▬▬▬ ▬▬ ▬ ▬▬▬ ▬▬ ▬▬▬ ▬ ▬▬▬▬ ▬▬ ▬▬▬ ▬▬ ▬ ▬▬▬ ▬▬ ▬▬▬ ▬ ▬▬▬▬ ▬▬ ▬▬▬ ▬▬ ▬ ▬▬▬ ▬▬ ▬▬▬ ▬ ▬▬▬▬ ▬▬ ▬▬▬ ▬▬ ▬ ▬▬▬ ▬▬ ▬▬▬ ▬ ▬▬▬▬ ▬▬ ▬▬▬ ▬▬ ▬ ▬▬▬ [669, 1180, 788, 1318]
column-rule [533, 51, 534, 1525]
column-text-texture: ▬▬ ▬▬▬ ▬ ▬▬▬▬ ▬▬ ▬▬▬ ▬▬ ▬ ▬▬▬ ▬▬ ▬▬▬ ▬ ▬▬▬▬ ▬▬ ▬▬▬ ▬▬ ▬ ▬▬▬ ▬▬ ▬▬▬ ▬ ▬▬▬▬ ▬▬ ▬▬▬ ▬▬ ▬ ▬▬▬ ▬▬ ▬▬▬ ▬ ▬▬▬▬ ▬▬ ▬▬▬ ▬▬ ▬ ▬▬▬ ▬▬ ▬▬▬ ▬ ▬▬▬▬ ▬▬ ▬▬▬ ▬▬ ▬ ▬▬▬ ▬▬ ▬▬▬ ▬ ▬▬▬▬ ▬▬ ▬▬▬ ▬▬ ▬ ▬▬▬ ▬▬ ▬▬▬ ▬ ▬▬▬▬ ▬▬ ▬▬▬ ▬▬ ▬ ▬▬▬ ▬▬ ▬▬▬ ▬ ▬▬▬▬ ▬▬ ▬▬▬ ▬▬ ▬ ▬▬▬ ▬▬ ▬▬▬ ▬ ▬▬▬▬ ▬▬ ▬▬▬ ▬▬ ▬ ▬▬▬ ▬▬ ▬▬▬ ▬ ▬▬▬▬ ▬▬ ▬▬▬ ▬▬ ▬ ▬▬▬ ▬▬ ▬▬▬ ▬ ▬▬▬▬ ▬▬ ▬▬▬ ▬▬ ▬ ▬▬▬ ▬▬ ▬▬▬ ▬ ▬▬▬▬ ▬▬ ▬▬▬ ▬▬ ▬ ▬▬▬ ▬▬ ▬▬▬ ▬ ▬▬▬▬ ▬▬ ▬▬▬ ▬▬ ▬ ▬▬▬ ▬▬ ▬▬▬ ▬ ▬▬▬▬ ▬▬ ▬▬▬ ▬▬ ▬ ▬▬▬ ▬▬ ▬▬▬ ▬ ▬▬▬▬ ▬▬ ▬▬▬ ▬▬ ▬ ▬▬▬ [539, 1725, 658, 1880]
column-7 [800, 51, 919, 1525]
column-rule [143, 51, 144, 1525]
body-paragraph: to the hon. secretary (Mr. A. D. Bayfield). [669, 51, 788, 69]
column-text-texture: ▬▬ ▬▬▬ ▬ ▬▬▬▬ ▬▬ ▬▬▬ ▬▬ ▬ ▬▬▬ ▬▬ ▬▬▬ ▬ ▬▬▬▬ ▬▬ ▬▬▬ ▬▬ ▬ ▬▬▬ ▬▬ ▬▬▬ ▬ ▬▬▬▬ ▬▬ ▬▬▬ ▬▬ ▬ ▬▬▬ ▬▬ ▬▬▬ ▬ ▬▬▬▬ ▬▬ ▬▬▬ ▬▬ ▬ ▬▬▬ ▬▬ ▬▬▬ ▬ ▬▬▬▬ ▬▬ ▬▬▬ ▬▬ ▬ ▬▬▬ ▬▬ ▬▬▬ ▬ ▬▬▬▬ ▬▬ ▬▬▬ ▬▬ ▬ ▬▬▬ ▬▬ ▬▬▬ ▬ ▬▬▬▬ ▬▬ ▬▬▬ ▬▬ ▬ ▬▬▬ ▬▬ ▬▬▬ ▬ ▬▬▬▬ ▬▬ ▬▬▬ ▬▬ ▬ ▬▬▬ ▬▬ ▬▬▬ ▬ ▬▬▬▬ ▬▬ ▬▬▬ ▬▬ ▬ ▬▬▬ ▬▬ ▬▬▬ ▬ ▬▬▬▬ ▬▬ ▬▬▬ ▬▬ ▬ ▬▬▬ ▬▬ ▬▬▬ ▬ ▬▬▬▬ ▬▬ ▬▬▬ ▬▬ ▬ ▬▬▬ ▬▬ ▬▬▬ ▬ ▬▬▬▬ ▬▬ ▬▬▬ ▬▬ ▬ ▬▬▬ ▬▬ ▬▬▬ ▬ ▬▬▬▬ ▬▬ ▬▬▬ ▬▬ ▬ ▬▬▬ ▬▬ ▬▬▬ ▬ ▬▬▬▬ ▬▬ ▬▬▬ ▬▬ ▬ ▬▬▬ ▬▬ ▬▬▬ ▬ ▬▬▬▬ ▬▬ ▬▬▬ ▬▬ ▬ ▬▬▬ ▬▬ ▬▬▬ ▬ ▬▬▬▬ ▬▬ ▬▬▬ ▬▬ ▬ ▬▬▬ ▬▬ ▬▬▬ ▬ ▬▬▬▬ ▬▬ ▬▬▬ ▬▬ ▬ ▬▬▬ ▬▬ ▬▬▬ ▬ ▬▬▬▬ ▬▬ ▬▬▬ ▬▬ ▬ ▬▬▬ ▬▬ ▬▬▬ ▬ ▬▬▬▬ ▬▬ ▬▬▬ ▬▬ ▬ ▬▬▬ [17, 428, 136, 628]
column-rule [272, 51, 273, 1525]
column-text-texture: ▬▬ ▬▬▬ ▬ ▬▬▬▬ ▬▬ ▬▬▬ ▬▬ ▬ ▬▬▬ ▬▬ ▬▬▬ ▬ ▬▬▬▬ ▬▬ ▬▬▬ ▬▬ ▬ ▬▬▬ ▬▬ ▬▬▬ ▬ ▬▬▬▬ ▬▬ ▬▬▬ ▬▬ ▬ ▬▬▬ ▬▬ ▬▬▬ ▬ ▬▬▬▬ ▬▬ ▬▬▬ ▬▬ ▬ ▬▬▬ ▬▬ ▬▬▬ ▬ ▬▬▬▬ ▬▬ ▬▬▬ ▬▬ ▬ ▬▬▬ ▬▬ ▬▬▬ ▬ ▬▬▬▬ ▬▬ ▬▬▬ ▬▬ ▬ ▬▬▬ ▬▬ ▬▬▬ ▬ ▬▬▬▬ ▬▬ ▬▬▬ ▬▬ ▬ ▬▬▬ ▬▬ ▬▬▬ ▬ ▬▬▬▬ ▬▬ ▬▬▬ ▬▬ ▬ ▬▬▬ ▬▬ ▬▬▬ ▬ ▬▬▬▬ ▬▬ ▬▬▬ ▬▬ ▬ ▬▬▬ ▬▬ ▬▬▬ ▬ ▬▬▬▬ ▬▬ ▬▬▬ ▬▬ ▬ ▬▬▬ ▬▬ ▬▬▬ ▬ ▬▬▬▬ ▬▬ ▬▬▬ ▬▬ ▬ ▬▬▬ ▬▬ ▬▬▬ ▬ ▬▬▬▬ ▬▬ ▬▬▬ ▬▬ ▬ ▬▬▬ ▬▬ ▬▬▬ ▬ ▬▬▬▬ ▬▬ ▬▬▬ ▬▬ ▬ ▬▬▬ ▬▬ ▬▬▬ ▬ ▬▬▬▬ ▬▬ ▬▬▬ ▬▬ ▬ ▬▬▬ [800, 780, 919, 927]
sub-heading: The Work in Oils. [178, 70, 236, 79]
article-headline: SERIOUS OTAKI FIRE. [411, 55, 525, 66]
column-text-texture: ▬▬ ▬▬▬ ▬ ▬▬▬▬ ▬▬ ▬▬▬ ▬▬ ▬ ▬▬▬ ▬▬ ▬▬▬ ▬ ▬▬▬▬ ▬▬ ▬▬▬ ▬▬ ▬ ▬▬▬ ▬▬ ▬▬▬ ▬ ▬▬▬▬ ▬▬ ▬▬▬ ▬▬ ▬ ▬▬▬ ▬▬ ▬▬▬ ▬ ▬▬▬▬ ▬▬ ▬▬▬ ▬▬ ▬ ▬▬▬ ▬▬ ▬▬▬ ▬ ▬▬▬▬ ▬▬ ▬▬▬ ▬▬ ▬ ▬▬▬ ▬▬ ▬▬▬ ▬ ▬▬▬▬ ▬▬ ▬▬▬ ▬▬ ▬ ▬▬▬ ▬▬ ▬▬▬ ▬ ▬▬▬▬ ▬▬ ▬▬▬ ▬▬ ▬ ▬▬▬ ▬▬ ▬▬▬ ▬ ▬▬▬▬ ▬▬ ▬▬▬ ▬▬ ▬ ▬▬▬ ▬▬ ▬▬▬ ▬ ▬▬▬▬ ▬▬ ▬▬▬ ▬▬ ▬ ▬▬▬ ▬▬ ▬▬▬ ▬ ▬▬▬▬ ▬▬ ▬▬▬ ▬▬ ▬ ▬▬▬ ▬▬ ▬▬▬ ▬ ▬▬▬▬ ▬▬ ▬▬▬ ▬▬ ▬ ▬▬▬ ▬▬ ▬▬▬ ▬ ▬▬▬▬ ▬▬ ▬▬▬ ▬▬ ▬ ▬▬▬ ▬▬ ▬▬▬ ▬ ▬▬▬▬ ▬▬ ▬▬▬ ▬▬ ▬ ▬▬▬ ▬▬ ▬▬▬ ▬ ▬▬▬▬ ▬▬ ▬▬▬ ▬▬ ▬ ▬▬▬ ▬▬ ▬▬▬ ▬ ▬▬▬▬ ▬▬ ▬▬▬ ▬▬ ▬ ▬▬▬ [930, 799, 1038, 972]
newspaper-title: THE DOMINION, MONDAY, OCTOBER 14, 1912. [216, 11, 837, 39]
body-paragraph: Turning to the oil paintings in the exhibition, one is struck with the poverty of the landscape work. [147, 291, 267, 318]
column-text-texture: ▬▬ ▬▬▬ ▬ ▬▬▬▬ ▬▬ ▬▬▬ ▬▬ ▬ ▬▬▬ ▬▬ ▬▬▬ ▬ ▬▬▬▬ ▬▬ ▬▬▬ ▬▬ ▬ ▬▬▬ ▬▬ ▬▬▬ ▬ ▬▬▬▬ ▬▬ ▬▬▬ ▬▬ ▬ ▬▬▬ ▬▬ ▬▬▬ ▬ ▬▬▬▬ ▬▬ ▬▬▬ ▬▬ ▬ ▬▬▬ ▬▬ ▬▬▬ ▬ ▬▬▬▬ ▬▬ ▬▬▬ ▬▬ ▬ ▬▬▬ ▬▬ ▬▬▬ ▬ ▬▬▬▬ ▬▬ ▬▬▬ ▬▬ ▬ ▬▬▬ ▬▬ ▬▬▬ ▬ ▬▬▬▬ ▬▬ ▬▬▬ ▬▬ ▬ ▬▬▬ ▬▬ ▬▬▬ ▬ ▬▬▬▬ ▬▬ ▬▬▬ ▬▬ ▬ ▬▬▬ ▬▬ ▬▬▬ ▬ ▬▬▬▬ ▬▬ ▬▬▬ ▬▬ ▬ ▬▬▬ ▬▬ ▬▬▬ ▬ ▬▬▬▬ ▬▬ ▬▬▬ ▬▬ ▬ ▬▬▬ ▬▬ ▬▬▬ ▬ ▬▬▬▬ ▬▬ ▬▬▬ ▬▬ ▬ ▬▬▬ ▬▬ ▬▬▬ ▬ ▬▬▬▬ ▬▬ ▬▬▬ ▬▬ ▬ ▬▬▬ ▬▬ ▬▬▬ ▬ ▬▬▬▬ ▬▬ ▬▬▬ ▬▬ ▬ ▬▬▬ ▬▬ ▬▬▬ ▬ ▬▬▬▬ ▬▬ ▬▬▬ ▬▬ ▬ ▬▬▬ ▬▬ ▬▬▬ ▬ ▬▬▬▬ ▬▬ ▬▬▬ ▬▬ ▬ ▬▬▬ ▬▬ ▬▬▬ ▬ ▬▬▬▬ ▬▬ ▬▬▬ ▬▬ ▬ ▬▬▬ ▬▬ ▬▬▬ ▬ ▬▬▬▬ ▬▬ ▬▬▬ ▬▬ ▬ ▬▬▬ ▬▬ ▬▬▬ ▬ ▬▬▬▬ ▬▬ ▬▬▬ ▬▬ ▬ ▬▬▬ [408, 644, 527, 826]
byline: By Telegraph—Press Association—Copyright [811, 624, 907, 641]
sub-heading: Permanent Olympic Fund. [556, 2309, 641, 2318]
article-headline: PICTURE SHOWS. [683, 301, 774, 314]
article-headline: THE REV. J. J. NORTH. [412, 610, 524, 622]
column-text-texture: ▬▬ ▬▬▬ ▬ ▬▬▬▬ ▬▬ ▬▬▬ ▬▬ ▬ ▬▬▬ ▬▬ ▬▬▬ ▬ ▬▬▬▬ ▬▬ ▬▬▬ ▬▬ ▬ ▬▬▬ ▬▬ ▬▬▬ ▬ ▬▬▬▬ ▬▬ ▬▬▬ ▬▬ ▬ ▬▬▬ ▬▬ ▬▬▬ ▬ ▬▬▬▬ ▬▬ ▬▬▬ ▬▬ ▬ ▬▬▬ ▬▬ ▬▬▬ ▬ ▬▬▬▬ ▬▬ ▬▬▬ ▬▬ ▬ ▬▬▬ ▬▬ ▬▬▬ ▬ ▬▬▬▬ ▬▬ ▬▬▬ ▬▬ ▬ ▬▬▬ ▬▬ ▬▬▬ ▬ ▬▬▬▬ ▬▬ ▬▬▬ ▬▬ ▬ ▬▬▬ ▬▬ ▬▬▬ ▬ ▬▬▬▬ ▬▬ ▬▬▬ ▬▬ ▬ ▬▬▬ ▬▬ ▬▬▬ ▬ ▬▬▬▬ ▬▬ ▬▬▬ ▬▬ ▬ ▬▬▬ ▬▬ ▬▬▬ ▬ ▬▬▬▬ ▬▬ ▬▬▬ ▬▬ ▬ ▬▬▬ ▬▬ ▬▬▬ ▬ ▬▬▬▬ ▬▬ ▬▬▬ ▬▬ ▬ ▬▬▬ ▬▬ ▬▬▬ ▬ ▬▬▬▬ ▬▬ ▬▬▬ ▬▬ ▬ ▬▬▬ ▬▬ ▬▬▬ ▬ ▬▬▬▬ ▬▬ ▬▬▬ ▬▬ ▬ ▬▬▬ ▬▬ ▬▬▬ ▬ ▬▬▬▬ ▬▬ ▬▬▬ ▬▬ ▬ ▬▬▬ [539, 774, 658, 921]
column-text-texture: ▬▬ ▬▬▬ ▬ ▬▬▬▬ ▬▬ ▬▬▬ ▬▬ ▬ ▬▬▬ ▬▬ ▬▬▬ ▬ ▬▬▬▬ ▬▬ ▬▬▬ ▬▬ ▬ ▬▬▬ ▬▬ ▬▬▬ ▬ ▬▬▬▬ ▬▬ ▬▬▬ ▬▬ ▬ ▬▬▬ ▬▬ ▬▬▬ ▬ ▬▬▬▬ ▬▬ ▬▬▬ ▬▬ ▬ ▬▬▬ ▬▬ ▬▬▬ ▬ ▬▬▬▬ ▬▬ ▬▬▬ ▬▬ ▬ ▬▬▬ ▬▬ ▬▬▬ ▬ ▬▬▬▬ ▬▬ ▬▬▬ ▬▬ ▬ ▬▬▬ ▬▬ ▬▬▬ ▬ ▬▬▬▬ ▬▬ ▬▬▬ ▬▬ ▬ ▬▬▬ ▬▬ ▬▬▬ ▬ ▬▬▬▬ ▬▬ ▬▬▬ ▬▬ ▬ ▬▬▬ ▬▬ ▬▬▬ ▬ ▬▬▬▬ ▬▬ ▬▬▬ ▬▬ ▬ ▬▬▬ ▬▬ ▬▬▬ ▬ ▬▬▬▬ ▬▬ ▬▬▬ ▬▬ ▬ ▬▬▬ ▬▬ ▬▬▬ ▬ ▬▬▬▬ ▬▬ ▬▬▬ ▬▬ ▬ ▬▬▬ ▬▬ ▬▬▬ ▬ ▬▬▬▬ ▬▬ ▬▬▬ ▬▬ ▬ ▬▬▬ ▬▬ ▬▬▬ ▬ ▬▬▬▬ ▬▬ ▬▬▬ ▬▬ ▬ ▬▬▬ ▬▬ ▬▬▬ ▬ ▬▬▬▬ ▬▬ ▬▬▬ ▬▬ ▬ ▬▬▬ ▬▬ ▬▬▬ ▬ ▬▬▬▬ ▬▬ ▬▬▬ ▬▬ ▬ ▬▬▬ ▬▬ ▬▬▬ ▬ ▬▬▬▬ ▬▬ ▬▬▬ ▬▬ ▬ ▬▬▬ ▬▬ ▬▬▬ ▬ ▬▬▬▬ ▬▬ ▬▬▬ ▬▬ ▬ ▬▬▬ ▬▬ ▬▬▬ ▬ ▬▬▬▬ ▬▬ ▬▬▬ ▬▬ ▬ ▬▬▬ ▬▬ ▬▬▬ ▬ ▬▬▬▬ ▬▬ ▬▬▬ ▬▬ ▬ ▬▬▬ [539, 408, 658, 609]
sub-heading: CASE ENDS FATALLY. [428, 1090, 508, 1099]
column-text-texture: ▬▬ ▬▬▬ ▬ ▬▬▬▬ ▬▬ ▬▬▬ ▬▬ ▬ ▬▬▬ ▬▬ ▬▬▬ ▬ ▬▬▬▬ ▬▬ ▬▬▬ ▬▬ ▬ ▬▬▬ ▬▬ ▬▬▬ ▬ ▬▬▬▬ ▬▬ ▬▬▬ ▬▬ ▬ ▬▬▬ ▬▬ ▬▬▬ ▬ ▬▬▬▬ ▬▬ ▬▬▬ ▬▬ ▬ ▬▬▬ ▬▬ ▬▬▬ ▬ ▬▬▬▬ ▬▬ ▬▬▬ ▬▬ ▬ ▬▬▬ ▬▬ ▬▬▬ ▬ ▬▬▬▬ ▬▬ ▬▬▬ ▬▬ ▬ ▬▬▬ ▬▬ ▬▬▬ ▬ ▬▬▬▬ ▬▬ ▬▬▬ ▬▬ ▬ ▬▬▬ ▬▬ ▬▬▬ ▬ ▬▬▬▬ ▬▬ ▬▬▬ ▬▬ ▬ ▬▬▬ ▬▬ ▬▬▬ ▬ ▬▬▬▬ ▬▬ ▬▬▬ ▬▬ ▬ ▬▬▬ ▬▬ ▬▬▬ ▬ ▬▬▬▬ ▬▬ ▬▬▬ ▬▬ ▬ ▬▬▬ ▬▬ ▬▬▬ ▬ ▬▬▬▬ ▬▬ ▬▬▬ ▬▬ ▬ ▬▬▬ ▬▬ ▬▬▬ ▬ ▬▬▬▬ ▬▬ ▬▬▬ ▬▬ ▬ ▬▬▬ ▬▬ ▬▬▬ ▬ ▬▬▬▬ ▬▬ ▬▬▬ ▬▬ ▬ ▬▬▬ [408, 1100, 527, 1239]
column-text-texture: ▬▬ ▬▬▬ ▬ ▬▬▬▬ ▬▬ ▬▬▬ ▬▬ ▬ ▬▬▬ ▬▬ ▬▬▬ ▬ ▬▬▬▬ ▬▬ ▬▬▬ ▬▬ ▬ ▬▬▬ ▬▬ ▬▬▬ ▬ ▬▬▬▬ ▬▬ ▬▬▬ ▬▬ ▬ ▬▬▬ ▬▬ ▬▬▬ ▬ ▬▬▬▬ ▬▬ ▬▬▬ ▬▬ ▬ ▬▬▬ ▬▬ ▬▬▬ ▬ ▬▬▬▬ ▬▬ ▬▬▬ ▬▬ ▬ ▬▬▬ ▬▬ ▬▬▬ ▬ ▬▬▬▬ ▬▬ ▬▬▬ ▬▬ ▬ ▬▬▬ ▬▬ ▬▬▬ ▬ ▬▬▬▬ ▬▬ ▬▬▬ ▬▬ ▬ ▬▬▬ ▬▬ ▬▬▬ ▬ ▬▬▬▬ ▬▬ ▬▬▬ ▬▬ ▬ ▬▬▬ ▬▬ ▬▬▬ ▬ ▬▬▬▬ ▬▬ ▬▬▬ ▬▬ ▬ ▬▬▬ ▬▬ ▬▬▬ ▬ ▬▬▬▬ ▬▬ ▬▬▬ ▬▬ ▬ ▬▬▬ ▬▬ ▬▬▬ ▬ ▬▬▬▬ ▬▬ ▬▬▬ ▬▬ ▬ ▬▬▬ ▬▬ ▬▬▬ ▬ ▬▬▬▬ ▬▬ ▬▬▬ ▬▬ ▬ ▬▬▬ ▬▬ ▬▬▬ ▬ ▬▬▬▬ ▬▬ ▬▬▬ ▬▬ ▬ ▬▬▬ ▬▬ ▬▬▬ ▬ ▬▬▬▬ ▬▬ ▬▬▬ ▬▬ ▬ ▬▬▬ ▬▬ ▬▬▬ ▬ ▬▬▬▬ ▬▬ ▬▬▬ ▬▬ ▬ ▬▬▬ ▬▬ ▬▬▬ ▬ ▬▬▬▬ ▬▬ ▬▬▬ ▬▬ ▬ ▬▬▬ ▬▬ ▬▬▬ ▬ ▬▬▬▬ ▬▬ ▬▬▬ ▬▬ ▬ ▬▬▬ ▬▬ ▬▬▬ ▬ ▬▬▬▬ ▬▬ ▬▬▬ ▬▬ ▬ ▬▬▬ ▬▬ ▬▬▬ ▬ ▬▬▬▬ ▬▬ ▬▬▬ ▬▬ ▬ ▬▬▬ ▬▬ ▬▬▬ ▬ ▬▬▬▬ ▬▬ ▬▬▬ ▬▬ ▬ ▬▬▬ [669, 81, 788, 289]
column-6 [669, 51, 788, 1525]
sub-heading: THE EMPRESS THEATRE. [683, 1053, 774, 1062]
sub-heading: JUNIOR DOUBLE SCULLS. [551, 763, 646, 772]
sub-heading: TRAINING NOTES. [950, 627, 1018, 637]
column-text-texture: ▬▬ ▬▬▬ ▬ ▬▬▬▬ ▬▬ ▬▬▬ ▬▬ ▬ ▬▬▬ ▬▬ ▬▬▬ ▬ ▬▬▬▬ ▬▬ ▬▬▬ ▬▬ ▬ ▬▬▬ ▬▬ ▬▬▬ ▬ ▬▬▬▬ ▬▬ ▬▬▬ ▬▬ ▬ ▬▬▬ ▬▬ ▬▬▬ ▬ ▬▬▬▬ ▬▬ ▬▬▬ ▬▬ ▬ ▬▬▬ ▬▬ ▬▬▬ ▬ ▬▬▬▬ ▬▬ ▬▬▬ ▬▬ ▬ ▬▬▬ ▬▬ ▬▬▬ ▬ ▬▬▬▬ ▬▬ ▬▬▬ ▬▬ ▬ ▬▬▬ ▬▬ ▬▬▬ ▬ ▬▬▬▬ ▬▬ ▬▬▬ ▬▬ ▬ ▬▬▬ ▬▬ ▬▬▬ ▬ ▬▬▬▬ ▬▬ ▬▬▬ ▬▬ ▬ ▬▬▬ ▬▬ ▬▬▬ ▬ ▬▬▬▬ ▬▬ ▬▬▬ ▬▬ ▬ ▬▬▬ ▬▬ ▬▬▬ ▬ ▬▬▬▬ ▬▬ ▬▬▬ ▬▬ ▬ ▬▬▬ ▬▬ ▬▬▬ ▬ ▬▬▬▬ ▬▬ ▬▬▬ ▬▬ ▬ ▬▬▬ ▬▬ ▬▬▬ ▬ ▬▬▬▬ ▬▬ ▬▬▬ ▬▬ ▬ ▬▬▬ ▬▬ ▬▬▬ ▬ ▬▬▬▬ ▬▬ ▬▬▬ ▬▬ ▬ ▬▬▬ ▬▬ ▬▬▬ ▬ ▬▬▬▬ ▬▬ ▬▬▬ ▬▬ ▬ ▬▬▬ ▬▬ ▬▬▬ ▬ ▬▬▬▬ ▬▬ ▬▬▬ ▬▬ ▬ ▬▬▬ [669, 460, 788, 616]
sub-heading: THE ASCHE-BRAYTON SEASON. [279, 69, 396, 77]
column-text-texture: ▬▬ ▬▬▬ ▬ ▬▬▬▬ ▬▬ ▬▬▬ ▬▬ ▬ ▬▬▬ ▬▬ ▬▬▬ ▬ ▬▬▬▬ ▬▬ ▬▬▬ ▬▬ ▬ ▬▬▬ ▬▬ ▬▬▬ ▬ ▬▬▬▬ ▬▬ ▬▬▬ ▬▬ ▬ ▬▬▬ ▬▬ ▬▬▬ ▬ ▬▬▬▬ ▬▬ ▬▬▬ ▬▬ ▬ ▬▬▬ ▬▬ ▬▬▬ ▬ ▬▬▬▬ ▬▬ ▬▬▬ ▬▬ ▬ ▬▬▬ ▬▬ ▬▬▬ ▬ ▬▬▬▬ ▬▬ ▬▬▬ ▬▬ ▬ ▬▬▬ ▬▬ ▬▬▬ ▬ ▬▬▬▬ ▬▬ ▬▬▬ ▬▬ ▬ ▬▬▬ ▬▬ ▬▬▬ ▬ ▬▬▬▬ ▬▬ ▬▬▬ ▬▬ ▬ ▬▬▬ ▬▬ ▬▬▬ ▬ ▬▬▬▬ ▬▬ ▬▬▬ ▬▬ ▬ ▬▬▬ ▬▬ ▬▬▬ ▬ ▬▬▬▬ ▬▬ ▬▬▬ ▬▬ ▬ ▬▬▬ ▬▬ ▬▬▬ ▬ ▬▬▬▬ ▬▬ ▬▬▬ ▬▬ ▬ ▬▬▬ ▬▬ ▬▬▬ ▬ ▬▬▬▬ ▬▬ ▬▬▬ ▬▬ ▬ ▬▬▬ ▬▬ ▬▬▬ ▬ ▬▬▬▬ ▬▬ ▬▬▬ ▬▬ ▬ ▬▬▬ ▬▬ ▬▬▬ ▬ ▬▬▬▬ ▬▬ ▬▬▬ ▬▬ ▬ ▬▬▬ ▬▬ ▬▬▬ ▬ ▬▬▬▬ ▬▬ ▬▬▬ ▬▬ ▬ ▬▬▬ ▬▬ ▬▬▬ ▬ ▬▬▬▬ ▬▬ ▬▬▬ ▬▬ ▬ ▬▬▬ ▬▬ ▬▬▬ ▬ ▬▬▬▬ ▬▬ ▬▬▬ ▬▬ ▬ ▬▬▬ ▬▬ ▬▬▬ ▬ ▬▬▬▬ ▬▬ ▬▬▬ ▬▬ ▬ ▬▬▬ ▬▬ ▬▬▬ ▬ ▬▬▬▬ ▬▬ ▬▬▬ ▬▬ ▬ ▬▬▬ [800, 421, 919, 621]
sub-heading: FORM NOT AS GOOD AS AUSTRALIAN. [940, 335, 1028, 354]
sub-heading: FOUR PREMISES. [437, 69, 499, 77]
column-text-texture: ▬▬ ▬▬▬ ▬ ▬▬▬▬ ▬▬ ▬▬▬ ▬▬ ▬ ▬▬▬ ▬▬ ▬▬▬ ▬ ▬▬▬▬ ▬▬ ▬▬▬ ▬▬ ▬ ▬▬▬ ▬▬ ▬▬▬ ▬ ▬▬▬▬ ▬▬ ▬▬▬ ▬▬ ▬ ▬▬▬ ▬▬ ▬▬▬ ▬ ▬▬▬▬ ▬▬ ▬▬▬ ▬▬ ▬ ▬▬▬ ▬▬ ▬▬▬ ▬ ▬▬▬▬ ▬▬ ▬▬▬ ▬▬ ▬ ▬▬▬ ▬▬ ▬▬▬ ▬ ▬▬▬▬ ▬▬ ▬▬▬ ▬▬ ▬ ▬▬▬ ▬▬ ▬▬▬ ▬ ▬▬▬▬ ▬▬ ▬▬▬ ▬▬ ▬ ▬▬▬ ▬▬ ▬▬▬ ▬ ▬▬▬▬ ▬▬ ▬▬▬ ▬▬ ▬ ▬▬▬ ▬▬ ▬▬▬ ▬ ▬▬▬▬ ▬▬ ▬▬▬ ▬▬ ▬ ▬▬▬ ▬▬ ▬▬▬ ▬ ▬▬▬▬ ▬▬ ▬▬▬ ▬▬ ▬ ▬▬▬ ▬▬ ▬▬▬ ▬ ▬▬▬▬ ▬▬ ▬▬▬ ▬▬ ▬ ▬▬▬ [800, 655, 919, 766]
sub-heading: FULLER'S PICTURES. [690, 316, 768, 325]
article-headline: ROWING. [574, 55, 623, 66]
sub-heading: STATE PROMISE RE GALLERY. [21, 240, 132, 249]
sub-heading: CONCLUDING DAY. [823, 224, 895, 233]
article-headline: THE TURF. [820, 55, 899, 70]
column-text-texture: ▬▬ ▬▬▬ ▬ ▬▬▬▬ ▬▬ ▬▬▬ ▬▬ ▬ ▬▬▬ ▬▬ ▬▬▬ ▬ ▬▬▬▬ ▬▬ ▬▬▬ ▬▬ ▬ ▬▬▬ ▬▬ ▬▬▬ ▬ ▬▬▬▬ ▬▬ ▬▬▬ ▬▬ ▬ ▬▬▬ ▬▬ ▬▬▬ ▬ ▬▬▬▬ ▬▬ ▬▬▬ ▬▬ ▬ ▬▬▬ ▬▬ ▬▬▬ ▬ ▬▬▬▬ ▬▬ ▬▬▬ ▬▬ ▬ ▬▬▬ ▬▬ ▬▬▬ ▬ ▬▬▬▬ ▬▬ ▬▬▬ ▬▬ ▬ ▬▬▬ ▬▬ ▬▬▬ ▬ ▬▬▬▬ ▬▬ ▬▬▬ ▬▬ ▬ ▬▬▬ ▬▬ ▬▬▬ ▬ ▬▬▬▬ ▬▬ ▬▬▬ ▬▬ ▬ ▬▬▬ ▬▬ ▬▬▬ ▬ ▬▬▬▬ ▬▬ ▬▬▬ ▬▬ ▬ ▬▬▬ ▬▬ ▬▬▬ ▬ ▬▬▬▬ ▬▬ ▬▬▬ ▬▬ ▬ ▬▬▬ ▬▬ ▬▬▬ ▬ ▬▬▬▬ ▬▬ ▬▬▬ ▬▬ ▬ ▬▬▬ ▬▬ ▬▬▬ ▬ ▬▬▬▬ ▬▬ ▬▬▬ ▬▬ ▬ ▬▬▬ ▬▬ ▬▬▬ ▬ ▬▬▬▬ ▬▬ ▬▬▬ ▬▬ ▬ ▬▬▬ ▬▬ ▬▬▬ ▬ ▬▬▬▬ ▬▬ ▬▬▬ ▬▬ ▬ ▬▬▬ ▬▬ ▬▬▬ ▬ ▬▬▬▬ ▬▬ ▬▬▬ ▬▬ ▬ ▬▬▬ ▬▬ ▬▬▬ ▬ ▬▬▬▬ ▬▬ ▬▬▬ ▬▬ ▬ ▬▬▬ ▬▬ ▬▬▬ ▬ ▬▬▬▬ ▬▬ ▬▬▬ ▬▬ ▬ ▬▬▬ ▬▬ ▬▬▬ ▬ ▬▬▬▬ ▬▬ ▬▬▬ ▬▬ ▬ ▬▬▬ ▬▬ ▬▬▬ ▬ ▬▬▬▬ ▬▬ ▬▬▬ ▬▬ ▬ ▬▬▬ ▬▬ ▬▬▬ ▬ ▬▬▬▬ ▬▬ ▬▬▬ ▬▬ ▬ ▬▬▬ ▬▬ ▬▬▬ ▬ ▬▬▬▬ ▬▬ ▬▬▬ ▬▬ ▬ ▬▬▬ ▬▬ ▬▬▬ ▬ ▬▬▬▬ ▬▬ ▬▬▬ ▬▬ ▬ ▬▬▬ ▬▬ ▬▬▬ ▬ ▬▬▬▬ ▬▬ ▬▬▬ ▬▬ ▬ ▬▬▬ [17, 1111, 136, 1347]
sub-heading: THE NEW THEATRE. [692, 449, 766, 458]
sub-heading: Some Other Pictures. [172, 453, 242, 462]
column-text-texture: ▬▬ ▬▬▬ ▬ ▬▬▬▬ ▬▬ ▬▬▬ ▬▬ ▬ ▬▬▬ ▬▬ ▬▬▬ ▬ ▬▬▬▬ ▬▬ ▬▬▬ ▬▬ ▬ ▬▬▬ ▬▬ ▬▬▬ ▬ ▬▬▬▬ ▬▬ ▬▬▬ ▬▬ ▬ ▬▬▬ ▬▬ ▬▬▬ ▬ ▬▬▬▬ ▬▬ ▬▬▬ ▬▬ ▬ ▬▬▬ ▬▬ ▬▬▬ ▬ ▬▬▬▬ ▬▬ ▬▬▬ ▬▬ ▬ ▬▬▬ ▬▬ ▬▬▬ ▬ ▬▬▬▬ ▬▬ ▬▬▬ ▬▬ ▬ ▬▬▬ ▬▬ ▬▬▬ ▬ ▬▬▬▬ ▬▬ ▬▬▬ ▬▬ ▬ ▬▬▬ ▬▬ ▬▬▬ ▬ ▬▬▬▬ ▬▬ ▬▬▬ ▬▬ ▬ ▬▬▬ ▬▬ ▬▬▬ ▬ ▬▬▬▬ ▬▬ ▬▬▬ ▬▬ ▬ ▬▬▬ ▬▬ ▬▬▬ ▬ ▬▬▬▬ ▬▬ ▬▬▬ ▬▬ ▬ ▬▬▬ ▬▬ ▬▬▬ ▬ ▬▬▬▬ ▬▬ ▬▬▬ ▬▬ ▬ ▬▬▬ ▬▬ ▬▬▬ ▬ ▬▬▬▬ ▬▬ ▬▬▬ ▬▬ ▬ ▬▬▬ ▬▬ ▬▬▬ ▬ ▬▬▬▬ ▬▬ ▬▬▬ ▬▬ ▬ ▬▬▬ ▬▬ ▬▬▬ ▬ ▬▬▬▬ ▬▬ ▬▬▬ ▬▬ ▬ ▬▬▬ ▬▬ ▬▬▬ ▬ ▬▬▬▬ ▬▬ ▬▬▬ ▬▬ ▬ ▬▬▬ ▬▬ ▬▬▬ ▬ ▬▬▬▬ ▬▬ ▬▬▬ ▬▬ ▬ ▬▬▬ ▬▬ ▬▬▬ ▬ ▬▬▬▬ ▬▬ ▬▬▬ ▬▬ ▬ ▬▬▬ ▬▬ ▬▬▬ ▬ ▬▬▬▬ ▬▬ ▬▬▬ ▬▬ ▬ ▬▬▬ ▬▬ ▬▬▬ ▬ ▬▬▬▬ ▬▬ ▬▬▬ ▬▬ ▬ ▬▬▬ ▬▬ ▬▬▬ ▬ ▬▬▬▬ ▬▬ ▬▬▬ ▬▬ ▬ ▬▬▬ [930, 98, 1038, 334]
column-text-texture: ▬▬ ▬▬▬ ▬ ▬▬▬▬ ▬▬ ▬▬▬ ▬▬ ▬ ▬▬▬ ▬▬ ▬▬▬ ▬ ▬▬▬▬ ▬▬ ▬▬▬ ▬▬ ▬ ▬▬▬ ▬▬ ▬▬▬ ▬ ▬▬▬▬ ▬▬ ▬▬▬ ▬▬ ▬ ▬▬▬ ▬▬ ▬▬▬ ▬ ▬▬▬▬ ▬▬ ▬▬▬ ▬▬ ▬ ▬▬▬ ▬▬ ▬▬▬ ▬ ▬▬▬▬ ▬▬ ▬▬▬ ▬▬ ▬ ▬▬▬ ▬▬ ▬▬▬ ▬ ▬▬▬▬ ▬▬ ▬▬▬ ▬▬ ▬ ▬▬▬ ▬▬ ▬▬▬ ▬ ▬▬▬▬ ▬▬ ▬▬▬ ▬▬ ▬ ▬▬▬ ▬▬ ▬▬▬ ▬ ▬▬▬▬ ▬▬ ▬▬▬ ▬▬ ▬ ▬▬▬ ▬▬ ▬▬▬ ▬ ▬▬▬▬ ▬▬ ▬▬▬ ▬▬ ▬ ▬▬▬ ▬▬ ▬▬▬ ▬ ▬▬▬▬ ▬▬ ▬▬▬ ▬▬ ▬ ▬▬▬ ▬▬ ▬▬▬ ▬ ▬▬▬▬ ▬▬ ▬▬▬ ▬▬ ▬ ▬▬▬ ▬▬ ▬▬▬ ▬ ▬▬▬▬ ▬▬ ▬▬▬ ▬▬ ▬ ▬▬▬ ▬▬ ▬▬▬ ▬ ▬▬▬▬ ▬▬ ▬▬▬ ▬▬ ▬ ▬▬▬ ▬▬ ▬▬▬ ▬ ▬▬▬▬ ▬▬ ▬▬▬ ▬▬ ▬ ▬▬▬ ▬▬ ▬▬▬ ▬ ▬▬▬▬ ▬▬ ▬▬▬ ▬▬ ▬ ▬▬▬ ▬▬ ▬▬▬ ▬ ▬▬▬▬ ▬▬ ▬▬▬ ▬▬ ▬ ▬▬▬ ▬▬ ▬▬▬ ▬ ▬▬▬▬ ▬▬ ▬▬▬ ▬▬ ▬ ▬▬▬ ▬▬ ▬▬▬ ▬ ▬▬▬▬ ▬▬ ▬▬▬ ▬▬ ▬ ▬▬▬ [669, 638, 788, 820]
column-text-texture: ▬▬ ▬▬▬ ▬ ▬▬▬▬ ▬▬ ▬▬▬ ▬▬ ▬ ▬▬▬ ▬▬ ▬▬▬ ▬ ▬▬▬▬ ▬▬ ▬▬▬ ▬▬ ▬ ▬▬▬ ▬▬ ▬▬▬ ▬ ▬▬▬▬ ▬▬ ▬▬▬ ▬▬ ▬ ▬▬▬ ▬▬ ▬▬▬ ▬ ▬▬▬▬ ▬▬ ▬▬▬ ▬▬ ▬ ▬▬▬ ▬▬ ▬▬▬ ▬ ▬▬▬▬ ▬▬ ▬▬▬ ▬▬ ▬ ▬▬▬ ▬▬ ▬▬▬ ▬ ▬▬▬▬ ▬▬ ▬▬▬ ▬▬ ▬ ▬▬▬ ▬▬ ▬▬▬ ▬ ▬▬▬▬ ▬▬ ▬▬▬ ▬▬ ▬ ▬▬▬ ▬▬ ▬▬▬ ▬ ▬▬▬▬ ▬▬ ▬▬▬ ▬▬ ▬ ▬▬▬ ▬▬ ▬▬▬ ▬ ▬▬▬▬ ▬▬ ▬▬▬ ▬▬ ▬ ▬▬▬ ▬▬ ▬▬▬ ▬ ▬▬▬▬ ▬▬ ▬▬▬ ▬▬ ▬ ▬▬▬ ▬▬ ▬▬▬ ▬ ▬▬▬▬ ▬▬ ▬▬▬ ▬▬ ▬ ▬▬▬ ▬▬ ▬▬▬ ▬ ▬▬▬▬ ▬▬ ▬▬▬ ▬▬ ▬ ▬▬▬ ▬▬ ▬▬▬ ▬ ▬▬▬▬ ▬▬ ▬▬▬ ▬▬ ▬ ▬▬▬ ▬▬ ▬▬▬ ▬ ▬▬▬▬ ▬▬ ▬▬▬ ▬▬ ▬ ▬▬▬ ▬▬ ▬▬▬ ▬ ▬▬▬▬ ▬▬ ▬▬▬ ▬▬ ▬ ▬▬▬ ▬▬ ▬▬▬ ▬ ▬▬▬▬ ▬▬ ▬▬▬ ▬▬ ▬ ▬▬▬ ▬▬ ▬▬▬ ▬ ▬▬▬▬ ▬▬ ▬▬▬ ▬▬ ▬ ▬▬▬ ▬▬ ▬▬▬ ▬ ▬▬▬▬ ▬▬ ▬▬▬ ▬▬ ▬ ▬▬▬ ▬▬ ▬▬▬ ▬ ▬▬▬▬ ▬▬ ▬▬▬ ▬▬ ▬ ▬▬▬ [278, 276, 397, 475]
article-headline: THE PICTURES. [36, 1086, 117, 1098]
body-paragraph: veterans will need to look to their laurels. [147, 51, 267, 69]
sub-heading: "THE TONIC OF A CHANGE NECESSARY." [419, 828, 517, 847]
sub-heading: CUTTER RACE. [570, 1580, 627, 1589]
column-text-texture: ▬▬ ▬▬▬ ▬ ▬▬▬▬ ▬▬ ▬▬▬ ▬▬ ▬ ▬▬▬ ▬▬ ▬▬▬ ▬ ▬▬▬▬ ▬▬ ▬▬▬ ▬▬ ▬ ▬▬▬ ▬▬ ▬▬▬ ▬ ▬▬▬▬ ▬▬ ▬▬▬ ▬▬ ▬ ▬▬▬ ▬▬ ▬▬▬ ▬ ▬▬▬▬ ▬▬ ▬▬▬ ▬▬ ▬ ▬▬▬ ▬▬ ▬▬▬ ▬ ▬▬▬▬ ▬▬ ▬▬▬ ▬▬ ▬ ▬▬▬ ▬▬ ▬▬▬ ▬ ▬▬▬▬ ▬▬ ▬▬▬ ▬▬ ▬ ▬▬▬ ▬▬ ▬▬▬ ▬ ▬▬▬▬ ▬▬ ▬▬▬ ▬▬ ▬ ▬▬▬ ▬▬ ▬▬▬ ▬ ▬▬▬▬ ▬▬ ▬▬▬ ▬▬ ▬ ▬▬▬ ▬▬ ▬▬▬ ▬ ▬▬▬▬ ▬▬ ▬▬▬ ▬▬ ▬ ▬▬▬ ▬▬ ▬▬▬ ▬ ▬▬▬▬ ▬▬ ▬▬▬ ▬▬ ▬ ▬▬▬ ▬▬ ▬▬▬ ▬ ▬▬▬▬ ▬▬ ▬▬▬ ▬▬ ▬ ▬▬▬ ▬▬ ▬▬▬ ▬ ▬▬▬▬ ▬▬ ▬▬▬ ▬▬ ▬ ▬▬▬ ▬▬ ▬▬▬ ▬ ▬▬▬▬ ▬▬ ▬▬▬ ▬▬ ▬ ▬▬▬ ▬▬ ▬▬▬ ▬ ▬▬▬▬ ▬▬ ▬▬▬ ▬▬ ▬ ▬▬▬ ▬▬ ▬▬▬ ▬ ▬▬▬▬ ▬▬ ▬▬▬ ▬▬ ▬ ▬▬▬ [147, 464, 267, 620]
column-text-texture: ▬▬ ▬▬▬ ▬ ▬▬▬▬ ▬▬ ▬▬▬ ▬▬ ▬ ▬▬▬ ▬▬ ▬▬▬ ▬ ▬▬▬▬ ▬▬ ▬▬▬ ▬▬ ▬ ▬▬▬ ▬▬ ▬▬▬ ▬ ▬▬▬▬ ▬▬ ▬▬▬ ▬▬ ▬ ▬▬▬ ▬▬ ▬▬▬ ▬ ▬▬▬▬ ▬▬ ▬▬▬ ▬▬ ▬ ▬▬▬ ▬▬ ▬▬▬ ▬ ▬▬▬▬ ▬▬ ▬▬▬ ▬▬ ▬ ▬▬▬ ▬▬ ▬▬▬ ▬ ▬▬▬▬ ▬▬ ▬▬▬ ▬▬ ▬ ▬▬▬ ▬▬ ▬▬▬ ▬ ▬▬▬▬ ▬▬ ▬▬▬ ▬▬ ▬ ▬▬▬ ▬▬ ▬▬▬ ▬ ▬▬▬▬ ▬▬ ▬▬▬ ▬▬ ▬ ▬▬▬ ▬▬ ▬▬▬ ▬ ▬▬▬▬ ▬▬ ▬▬▬ ▬▬ ▬ ▬▬▬ ▬▬ ▬▬▬ ▬ ▬▬▬▬ ▬▬ ▬▬▬ ▬▬ ▬ ▬▬▬ ▬▬ ▬▬▬ ▬ ▬▬▬▬ ▬▬ ▬▬▬ ▬▬ ▬ ▬▬▬ ▬▬ ▬▬▬ ▬ ▬▬▬▬ ▬▬ ▬▬▬ ▬▬ ▬ ▬▬▬ ▬▬ ▬▬▬ ▬ ▬▬▬▬ ▬▬ ▬▬▬ ▬▬ ▬ ▬▬▬ ▬▬ ▬▬▬ ▬ ▬▬▬▬ ▬▬ ▬▬▬ ▬▬ ▬ ▬▬▬ ▬▬ ▬▬▬ ▬ ▬▬▬▬ ▬▬ ▬▬▬ ▬▬ ▬ ▬▬▬ ▬▬ ▬▬▬ ▬ ▬▬▬▬ ▬▬ ▬▬▬ ▬▬ ▬ ▬▬▬ ▬▬ ▬▬▬ ▬ ▬▬▬▬ ▬▬ ▬▬▬ ▬▬ ▬ ▬▬▬ ▬▬ ▬▬▬ ▬ ▬▬▬▬ ▬▬ ▬▬▬ ▬▬ ▬ ▬▬▬ [930, 986, 1038, 1194]
sub-heading: DUNEDIN J.C. SPRING MEETING. [943, 780, 1025, 798]
column-rule [794, 51, 795, 1525]
sub-heading: The Etchings, Etc. [177, 622, 237, 631]
sub-heading: The President. [53, 730, 100, 739]
article-headline: THE ACADEMY OF ARTS. [20, 55, 133, 86]
sub-heading: MATTERS OF INTEREST RAISED. [539, 1882, 658, 1892]
column-text-texture: ▬▬ ▬▬▬ ▬ ▬▬▬▬ ▬▬ ▬▬▬ ▬▬ ▬ ▬▬▬ ▬▬ ▬▬▬ ▬ ▬▬▬▬ ▬▬ ▬▬▬ ▬▬ ▬ ▬▬▬ ▬▬ ▬▬▬ ▬ ▬▬▬▬ ▬▬ ▬▬▬ ▬▬ ▬ ▬▬▬ ▬▬ ▬▬▬ ▬ ▬▬▬▬ ▬▬ ▬▬▬ ▬▬ ▬ ▬▬▬ ▬▬ ▬▬▬ ▬ ▬▬▬▬ ▬▬ ▬▬▬ ▬▬ ▬ ▬▬▬ ▬▬ ▬▬▬ ▬ ▬▬▬▬ ▬▬ ▬▬▬ ▬▬ ▬ ▬▬▬ ▬▬ ▬▬▬ ▬ ▬▬▬▬ ▬▬ ▬▬▬ ▬▬ ▬ ▬▬▬ ▬▬ ▬▬▬ ▬ ▬▬▬▬ ▬▬ ▬▬▬ ▬▬ ▬ ▬▬▬ ▬▬ ▬▬▬ ▬ ▬▬▬▬ ▬▬ ▬▬▬ ▬▬ ▬ ▬▬▬ ▬▬ ▬▬▬ ▬ ▬▬▬▬ ▬▬ ▬▬▬ ▬▬ ▬ ▬▬▬ ▬▬ ▬▬▬ ▬ ▬▬▬▬ ▬▬ ▬▬▬ ▬▬ ▬ ▬▬▬ ▬▬ ▬▬▬ ▬ ▬▬▬▬ ▬▬ ▬▬▬ ▬▬ ▬ ▬▬▬ ▬▬ ▬▬▬ ▬ ▬▬▬▬ ▬▬ ▬▬▬ ▬▬ ▬ ▬▬▬ ▬▬ ▬▬▬ ▬ ▬▬▬▬ ▬▬ ▬▬▬ ▬▬ ▬ ▬▬▬ ▬▬ ▬▬▬ ▬ ▬▬▬▬ ▬▬ ▬▬▬ ▬▬ ▬ ▬▬▬ ▬▬ ▬▬▬ ▬ ▬▬▬▬ ▬▬ ▬▬▬ ▬▬ ▬ ▬▬▬ ▬▬ ▬▬▬ ▬ ▬▬▬▬ ▬▬ ▬▬▬ ▬▬ ▬ ▬▬▬ ▬▬ ▬▬▬ ▬ ▬▬▬▬ ▬▬ ▬▬▬ ▬▬ ▬ ▬▬▬ [539, 1894, 658, 2076]
sub-heading: LAST OF THE DANDIES. [294, 478, 381, 488]
column-1 [17, 51, 136, 1525]
sub-heading: SENIOR FOURS. [569, 638, 628, 647]
sub-heading: "THE GOVERNOR'S DAUGHTER." [694, 618, 764, 637]
column-5 [539, 51, 658, 2574]
sub-heading: A.T.C. MEETING. [828, 644, 890, 653]
body-paragraph: Rathlea moved up fast on the outside Carsel, Charlston, and Borrawang led into the straight from Gold Rose and Dowdle. [930, 51, 1038, 86]
column-4 [408, 51, 527, 1525]
column-text-texture: ▬▬ ▬▬▬ ▬ ▬▬▬▬ ▬▬ ▬▬▬ ▬▬ ▬ ▬▬▬ ▬▬ ▬▬▬ ▬ ▬▬▬▬ ▬▬ ▬▬▬ ▬▬ ▬ ▬▬▬ ▬▬ ▬▬▬ ▬ ▬▬▬▬ ▬▬ ▬▬▬ ▬▬ ▬ ▬▬▬ ▬▬ ▬▬▬ ▬ ▬▬▬▬ ▬▬ ▬▬▬ ▬▬ ▬ ▬▬▬ ▬▬ ▬▬▬ ▬ ▬▬▬▬ ▬▬ ▬▬▬ ▬▬ ▬ ▬▬▬ ▬▬ ▬▬▬ ▬ ▬▬▬▬ ▬▬ ▬▬▬ ▬▬ ▬ ▬▬▬ ▬▬ ▬▬▬ ▬ ▬▬▬▬ ▬▬ ▬▬▬ ▬▬ ▬ ▬▬▬ ▬▬ ▬▬▬ ▬ ▬▬▬▬ ▬▬ ▬▬▬ ▬▬ ▬ ▬▬▬ ▬▬ ▬▬▬ ▬ ▬▬▬▬ ▬▬ ▬▬▬ ▬▬ ▬ ▬▬▬ ▬▬ ▬▬▬ ▬ ▬▬▬▬ ▬▬ ▬▬▬ ▬▬ ▬ ▬▬▬ ▬▬ ▬▬▬ ▬ ▬▬▬▬ ▬▬ ▬▬▬ ▬▬ ▬ ▬▬▬ ▬▬ ▬▬▬ ▬ ▬▬▬▬ ▬▬ ▬▬▬ ▬▬ ▬ ▬▬▬ ▬▬ ▬▬▬ ▬ ▬▬▬▬ ▬▬ ▬▬▬ ▬▬ ▬ ▬▬▬ ▬▬ ▬▬▬ ▬ ▬▬▬▬ ▬▬ ▬▬▬ ▬▬ ▬ ▬▬▬ ▬▬ ▬▬▬ ▬ ▬▬▬▬ ▬▬ ▬▬▬ ▬▬ ▬ ▬▬▬ ▬▬ ▬▬▬ ▬ ▬▬▬▬ ▬▬ ▬▬▬ ▬▬ ▬ ▬▬▬ ▬▬ ▬▬▬ ▬ ▬▬▬▬ ▬▬ ▬▬▬ ▬▬ ▬ ▬▬▬ ▬▬ ▬▬▬ ▬ ▬▬▬▬ ▬▬ ▬▬▬ ▬▬ ▬ ▬▬▬ [147, 633, 267, 816]
sub-heading: SENIOR DOUBLE SCULLS. [550, 1109, 647, 1119]
column-text-texture: ▬▬ ▬▬▬ ▬ ▬▬▬▬ ▬▬ ▬▬▬ ▬▬ ▬ ▬▬▬ ▬▬ ▬▬▬ ▬ ▬▬▬▬ ▬▬ ▬▬▬ ▬▬ ▬ ▬▬▬ ▬▬ ▬▬▬ ▬ ▬▬▬▬ ▬▬ ▬▬▬ ▬▬ ▬ ▬▬▬ ▬▬ ▬▬▬ ▬ ▬▬▬▬ ▬▬ ▬▬▬ ▬▬ ▬ ▬▬▬ ▬▬ ▬▬▬ ▬ ▬▬▬▬ ▬▬ ▬▬▬ ▬▬ ▬ ▬▬▬ ▬▬ ▬▬▬ ▬ ▬▬▬▬ ▬▬ ▬▬▬ ▬▬ ▬ ▬▬▬ ▬▬ ▬▬▬ ▬ ▬▬▬▬ ▬▬ ▬▬▬ ▬▬ ▬ ▬▬▬ ▬▬ ▬▬▬ ▬ ▬▬▬▬ ▬▬ ▬▬▬ ▬▬ ▬ ▬▬▬ ▬▬ ▬▬▬ ▬ ▬▬▬▬ ▬▬ ▬▬▬ ▬▬ ▬ ▬▬▬ ▬▬ ▬▬▬ ▬ ▬▬▬▬ ▬▬ ▬▬▬ ▬▬ ▬ ▬▬▬ ▬▬ ▬▬▬ ▬ ▬▬▬▬ ▬▬ ▬▬▬ ▬▬ ▬ ▬▬▬ ▬▬ ▬▬▬ ▬ ▬▬▬▬ ▬▬ ▬▬▬ ▬▬ ▬ ▬▬▬ ▬▬ ▬▬▬ ▬ ▬▬▬▬ ▬▬ ▬▬▬ ▬▬ ▬ ▬▬▬ ▬▬ ▬▬▬ ▬ ▬▬▬▬ ▬▬ ▬▬▬ ▬▬ ▬ ▬▬▬ ▬▬ ▬▬▬ ▬ ▬▬▬▬ ▬▬ ▬▬▬ ▬▬ ▬ ▬▬▬ ▬▬ ▬▬▬ ▬ ▬▬▬▬ ▬▬ ▬▬▬ ▬▬ ▬ ▬▬▬ [17, 250, 136, 416]
column-text-texture: ▬▬ ▬▬▬ ▬ ▬▬▬▬ ▬▬ ▬▬▬ ▬▬ ▬ ▬▬▬ ▬▬ ▬▬▬ ▬ ▬▬▬▬ ▬▬ ▬▬▬ ▬▬ ▬ ▬▬▬ ▬▬ ▬▬▬ ▬ ▬▬▬▬ ▬▬ ▬▬▬ ▬▬ ▬ ▬▬▬ ▬▬ ▬▬▬ ▬ ▬▬▬▬ ▬▬ ▬▬▬ ▬▬ ▬ ▬▬▬ ▬▬ ▬▬▬ ▬ ▬▬▬▬ ▬▬ ▬▬▬ ▬▬ ▬ ▬▬▬ ▬▬ ▬▬▬ ▬ ▬▬▬▬ ▬▬ ▬▬▬ ▬▬ ▬ ▬▬▬ ▬▬ ▬▬▬ ▬ ▬▬▬▬ ▬▬ ▬▬▬ ▬▬ ▬ ▬▬▬ ▬▬ ▬▬▬ ▬ ▬▬▬▬ ▬▬ ▬▬▬ ▬▬ ▬ ▬▬▬ ▬▬ ▬▬▬ ▬ ▬▬▬▬ ▬▬ ▬▬▬ ▬▬ ▬ ▬▬▬ ▬▬ ▬▬▬ ▬ ▬▬▬▬ ▬▬ ▬▬▬ ▬▬ ▬ ▬▬▬ ▬▬ ▬▬▬ ▬ ▬▬▬▬ ▬▬ ▬▬▬ ▬▬ ▬ ▬▬▬ ▬▬ ▬▬▬ ▬ ▬▬▬▬ ▬▬ ▬▬▬ ▬▬ ▬ ▬▬▬ ▬▬ ▬▬▬ ▬ ▬▬▬▬ ▬▬ ▬▬▬ ▬▬ ▬ ▬▬▬ ▬▬ ▬▬▬ ▬ ▬▬▬▬ ▬▬ ▬▬▬ ▬▬ ▬ ▬▬▬ ▬▬ ▬▬▬ ▬ ▬▬▬▬ ▬▬ ▬▬▬ ▬▬ ▬ ▬▬▬ ▬▬ ▬▬▬ ▬ ▬▬▬▬ ▬▬ ▬▬▬ ▬▬ ▬ ▬▬▬ ▬▬ ▬▬▬ ▬ ▬▬▬▬ ▬▬ ▬▬▬ ▬▬ ▬ ▬▬▬ [17, 902, 136, 1074]
column-text-texture: ▬▬ ▬▬▬ ▬ ▬▬▬▬ ▬▬ ▬▬▬ ▬▬ ▬ ▬▬▬ ▬▬ ▬▬▬ ▬ ▬▬▬▬ ▬▬ ▬▬▬ ▬▬ ▬ ▬▬▬ ▬▬ ▬▬▬ ▬ ▬▬▬▬ ▬▬ ▬▬▬ ▬▬ ▬ ▬▬▬ ▬▬ ▬▬▬ ▬ ▬▬▬▬ ▬▬ ▬▬▬ ▬▬ ▬ ▬▬▬ ▬▬ ▬▬▬ ▬ ▬▬▬▬ ▬▬ ▬▬▬ ▬▬ ▬ ▬▬▬ ▬▬ ▬▬▬ ▬ ▬▬▬▬ ▬▬ ▬▬▬ ▬▬ ▬ ▬▬▬ ▬▬ ▬▬▬ ▬ ▬▬▬▬ ▬▬ ▬▬▬ ▬▬ ▬ ▬▬▬ ▬▬ ▬▬▬ ▬ ▬▬▬▬ ▬▬ ▬▬▬ ▬▬ ▬ ▬▬▬ ▬▬ ▬▬▬ ▬ ▬▬▬▬ ▬▬ ▬▬▬ ▬▬ ▬ ▬▬▬ ▬▬ ▬▬▬ ▬ ▬▬▬▬ ▬▬ ▬▬▬ ▬▬ ▬ ▬▬▬ ▬▬ ▬▬▬ ▬ ▬▬▬▬ ▬▬ ▬▬▬ ▬▬ ▬ ▬▬▬ ▬▬ ▬▬▬ ▬ ▬▬▬▬ ▬▬ ▬▬▬ ▬▬ ▬ ▬▬▬ ▬▬ ▬▬▬ ▬ ▬▬▬▬ ▬▬ ▬▬▬ ▬▬ ▬ ▬▬▬ ▬▬ ▬▬▬ ▬ ▬▬▬▬ ▬▬ ▬▬▬ ▬▬ ▬ ▬▬▬ ▬▬ ▬▬▬ ▬ ▬▬▬▬ ▬▬ ▬▬▬ ▬▬ ▬ ▬▬▬ ▬▬ ▬▬▬ ▬ ▬▬▬▬ ▬▬ ▬▬▬ ▬▬ ▬ ▬▬▬ ▬▬ ▬▬▬ ▬ ▬▬▬▬ ▬▬ ▬▬▬ ▬▬ ▬ ▬▬▬ ▬▬ ▬▬▬ ▬ ▬▬▬▬ ▬▬ ▬▬▬ ▬▬ ▬ ▬▬▬ ▬▬ ▬▬▬ ▬ ▬▬▬▬ ▬▬ ▬▬▬ ▬▬ ▬ ▬▬▬ ▬▬ ▬▬▬ ▬ ▬▬▬▬ ▬▬ ▬▬▬ ▬▬ ▬ ▬▬▬ ▬▬ ▬▬▬ ▬ ▬▬▬▬ ▬▬ ▬▬▬ ▬▬ ▬ ▬▬▬ ▬▬ ▬▬▬ ▬ ▬▬▬▬ ▬▬ ▬▬▬ ▬▬ ▬ ▬▬▬ ▬▬ ▬▬▬ ▬ ▬▬▬▬ ▬▬ ▬▬▬ ▬▬ ▬ ▬▬▬ [539, 1343, 658, 1577]
column-text-texture: ▬▬ ▬▬▬ ▬ ▬▬▬▬ ▬▬ ▬▬▬ ▬▬ ▬ ▬▬▬ ▬▬ ▬▬▬ ▬ ▬▬▬▬ ▬▬ ▬▬▬ ▬▬ ▬ ▬▬▬ ▬▬ ▬▬▬ ▬ ▬▬▬▬ ▬▬ ▬▬▬ ▬▬ ▬ ▬▬▬ ▬▬ ▬▬▬ ▬ ▬▬▬▬ ▬▬ ▬▬▬ ▬▬ ▬ ▬▬▬ ▬▬ ▬▬▬ ▬ ▬▬▬▬ ▬▬ ▬▬▬ ▬▬ ▬ ▬▬▬ ▬▬ ▬▬▬ ▬ ▬▬▬▬ ▬▬ ▬▬▬ ▬▬ ▬ ▬▬▬ ▬▬ ▬▬▬ ▬ ▬▬▬▬ ▬▬ ▬▬▬ ▬▬ ▬ ▬▬▬ ▬▬ ▬▬▬ ▬ ▬▬▬▬ ▬▬ ▬▬▬ ▬▬ ▬ ▬▬▬ ▬▬ ▬▬▬ ▬ ▬▬▬▬ ▬▬ ▬▬▬ ▬▬ ▬ ▬▬▬ ▬▬ ▬▬▬ ▬ ▬▬▬▬ ▬▬ ▬▬▬ ▬▬ ▬ ▬▬▬ ▬▬ ▬▬▬ ▬ ▬▬▬▬ ▬▬ ▬▬▬ ▬▬ ▬ ▬▬▬ ▬▬ ▬▬▬ ▬ ▬▬▬▬ ▬▬ ▬▬▬ ▬▬ ▬ ▬▬▬ ▬▬ ▬▬▬ ▬ ▬▬▬▬ ▬▬ ▬▬▬ ▬▬ ▬ ▬▬▬ ▬▬ ▬▬▬ ▬ ▬▬▬▬ ▬▬ ▬▬▬ ▬▬ ▬ ▬▬▬ ▬▬ ▬▬▬ ▬ ▬▬▬▬ ▬▬ ▬▬▬ ▬▬ ▬ ▬▬▬ ▬▬ ▬▬▬ ▬ ▬▬▬▬ ▬▬ ▬▬▬ ▬▬ ▬ ▬▬▬ ▬▬ ▬▬▬ ▬ ▬▬▬▬ ▬▬ ▬▬▬ ▬▬ ▬ ▬▬▬ [800, 940, 919, 1113]
body-paragraph: A fire, attended with rather disastrous results, broke out at Otaki shortly after one o'clock on Sunday morning, when several buildings, belonging to the Hemsted Estate, were burned to the ground. [408, 546, 527, 600]
column-text-texture: ▬▬ ▬▬▬ ▬ ▬▬▬▬ ▬▬ ▬▬▬ ▬▬ ▬ ▬▬▬ ▬▬ ▬▬▬ ▬ ▬▬▬▬ ▬▬ ▬▬▬ ▬▬ ▬ ▬▬▬ ▬▬ ▬▬▬ ▬ ▬▬▬▬ ▬▬ ▬▬▬ ▬▬ ▬ ▬▬▬ ▬▬ ▬▬▬ ▬ ▬▬▬▬ ▬▬ ▬▬▬ ▬▬ ▬ ▬▬▬ ▬▬ ▬▬▬ ▬ ▬▬▬▬ ▬▬ ▬▬▬ ▬▬ ▬ ▬▬▬ ▬▬ ▬▬▬ ▬ ▬▬▬▬ ▬▬ ▬▬▬ ▬▬ ▬ ▬▬▬ ▬▬ ▬▬▬ ▬ ▬▬▬▬ ▬▬ ▬▬▬ ▬▬ ▬ ▬▬▬ ▬▬ ▬▬▬ ▬ ▬▬▬▬ ▬▬ ▬▬▬ ▬▬ ▬ ▬▬▬ ▬▬ ▬▬▬ ▬ ▬▬▬▬ ▬▬ ▬▬▬ ▬▬ ▬ ▬▬▬ ▬▬ ▬▬▬ ▬ ▬▬▬▬ ▬▬ ▬▬▬ ▬▬ ▬ ▬▬▬ ▬▬ ▬▬▬ ▬ ▬▬▬▬ ▬▬ ▬▬▬ ▬▬ ▬ ▬▬▬ ▬▬ ▬▬▬ ▬ ▬▬▬▬ ▬▬ ▬▬▬ ▬▬ ▬ ▬▬▬ ▬▬ ▬▬▬ ▬ ▬▬▬▬ ▬▬ ▬▬▬ ▬▬ ▬ ▬▬▬ [17, 99, 136, 237]
sub-heading: The Water Colours. [44, 1348, 109, 1358]
sub-heading: THE THEATRE ROYAL. [296, 265, 379, 274]
sub-heading: REVIEW & SOME CRITICISM. [24, 1100, 129, 1109]
sub-heading: CAULFIELD STAKES. [820, 769, 898, 779]
column-text-texture: ▬▬ ▬▬▬ ▬ ▬▬▬▬ ▬▬ ▬▬▬ ▬▬ ▬ ▬▬▬ ▬▬ ▬▬▬ ▬ ▬▬▬▬ ▬▬ ▬▬▬ ▬▬ ▬ ▬▬▬ ▬▬ ▬▬▬ ▬ ▬▬▬▬ ▬▬ ▬▬▬ ▬▬ ▬ ▬▬▬ ▬▬ ▬▬▬ ▬ ▬▬▬▬ ▬▬ ▬▬▬ ▬▬ ▬ ▬▬▬ ▬▬ ▬▬▬ ▬ ▬▬▬▬ ▬▬ ▬▬▬ ▬▬ ▬ ▬▬▬ ▬▬ ▬▬▬ ▬ ▬▬▬▬ ▬▬ ▬▬▬ ▬▬ ▬ ▬▬▬ ▬▬ ▬▬▬ ▬ ▬▬▬▬ ▬▬ ▬▬▬ ▬▬ ▬ ▬▬▬ ▬▬ ▬▬▬ ▬ ▬▬▬▬ ▬▬ ▬▬▬ ▬▬ ▬ ▬▬▬ ▬▬ ▬▬▬ ▬ ▬▬▬▬ ▬▬ ▬▬▬ ▬▬ ▬ ▬▬▬ ▬▬ ▬▬▬ ▬ ▬▬▬▬ ▬▬ ▬▬▬ ▬▬ ▬ ▬▬▬ ▬▬ ▬▬▬ ▬ ▬▬▬▬ ▬▬ ▬▬▬ ▬▬ ▬ ▬▬▬ ▬▬ ▬▬▬ ▬ ▬▬▬▬ ▬▬ ▬▬▬ ▬▬ ▬ ▬▬▬ ▬▬ ▬▬▬ ▬ ▬▬▬▬ ▬▬ ▬▬▬ ▬▬ ▬ ▬▬▬ ▬▬ ▬▬▬ ▬ ▬▬▬▬ ▬▬ ▬▬▬ ▬▬ ▬ ▬▬▬ ▬▬ ▬▬▬ ▬ ▬▬▬▬ ▬▬ ▬▬▬ ▬▬ ▬ ▬▬▬ ▬▬ ▬▬▬ ▬ ▬▬▬▬ ▬▬ ▬▬▬ ▬▬ ▬ ▬▬▬ [539, 231, 658, 396]
masthead [17, 6, 1036, 45]
column-text-texture: ▬▬ ▬▬▬ ▬ ▬▬▬▬ ▬▬ ▬▬▬ ▬▬ ▬ ▬▬▬ ▬▬ ▬▬▬ ▬ ▬▬▬▬ ▬▬ ▬▬▬ ▬▬ ▬ ▬▬▬ ▬▬ ▬▬▬ ▬ ▬▬▬▬ ▬▬ ▬▬▬ ▬▬ ▬ ▬▬▬ ▬▬ ▬▬▬ ▬ ▬▬▬▬ ▬▬ ▬▬▬ ▬▬ ▬ ▬▬▬ ▬▬ ▬▬▬ ▬ ▬▬▬▬ ▬▬ ▬▬▬ ▬▬ ▬ ▬▬▬ ▬▬ ▬▬▬ ▬ ▬▬▬▬ ▬▬ ▬▬▬ ▬▬ ▬ ▬▬▬ ▬▬ ▬▬▬ ▬ ▬▬▬▬ ▬▬ ▬▬▬ ▬▬ ▬ ▬▬▬ ▬▬ ▬▬▬ ▬ ▬▬▬▬ ▬▬ ▬▬▬ ▬▬ ▬ ▬▬▬ ▬▬ ▬▬▬ ▬ ▬▬▬▬ ▬▬ ▬▬▬ ▬▬ ▬ ▬▬▬ ▬▬ ▬▬▬ ▬ ▬▬▬▬ ▬▬ ▬▬▬ ▬▬ ▬ ▬▬▬ ▬▬ ▬▬▬ ▬ ▬▬▬▬ ▬▬ ▬▬▬ ▬▬ ▬ ▬▬▬ ▬▬ ▬▬▬ ▬ ▬▬▬▬ ▬▬ ▬▬▬ ▬▬ ▬ ▬▬▬ ▬▬ ▬▬▬ ▬ ▬▬▬▬ ▬▬ ▬▬▬ ▬▬ ▬ ▬▬▬ [278, 79, 397, 217]
sub-heading: A Burning Question. [564, 2425, 632, 2434]
column-text-texture: ▬▬ ▬▬▬ ▬ ▬▬▬▬ ▬▬ ▬▬▬ ▬▬ ▬ ▬▬▬ ▬▬ ▬▬▬ ▬ ▬▬▬▬ ▬▬ ▬▬▬ ▬▬ ▬ ▬▬▬ ▬▬ ▬▬▬ ▬ ▬▬▬▬ ▬▬ ▬▬▬ ▬▬ ▬ ▬▬▬ ▬▬ ▬▬▬ ▬ ▬▬▬▬ ▬▬ ▬▬▬ ▬▬ ▬ ▬▬▬ ▬▬ ▬▬▬ ▬ ▬▬▬▬ ▬▬ ▬▬▬ ▬▬ ▬ ▬▬▬ ▬▬ ▬▬▬ ▬ ▬▬▬▬ ▬▬ ▬▬▬ ▬▬ ▬ ▬▬▬ ▬▬ ▬▬▬ ▬ ▬▬▬▬ ▬▬ ▬▬▬ ▬▬ ▬ ▬▬▬ ▬▬ ▬▬▬ ▬ ▬▬▬▬ ▬▬ ▬▬▬ ▬▬ ▬ ▬▬▬ ▬▬ ▬▬▬ ▬ ▬▬▬▬ ▬▬ ▬▬▬ ▬▬ ▬ ▬▬▬ ▬▬ ▬▬▬ ▬ ▬▬▬▬ ▬▬ ▬▬▬ ▬▬ ▬ ▬▬▬ [539, 2319, 658, 2423]
sub-heading: The Prime Minister. [43, 890, 110, 900]
sub-heading: ACCEPTS A CALL TO CHRISTCHURCH. [430, 624, 506, 642]
sub-heading: DISCUSSED BY ASSOCIATION. [543, 398, 654, 407]
sub-heading: SECOND DAY'S RESULTS. [938, 975, 1030, 985]
sub-heading: Mr. Dutfield's Pretended Pictures. [151, 319, 263, 329]
column-text-texture: ▬▬ ▬▬▬ ▬ ▬▬▬▬ ▬▬ ▬▬▬ ▬▬ ▬ ▬▬▬ ▬▬ ▬▬▬ ▬ ▬▬▬▬ ▬▬ ▬▬▬ ▬▬ ▬ ▬▬▬ ▬▬ ▬▬▬ ▬ ▬▬▬▬ ▬▬ ▬▬▬ ▬▬ ▬ ▬▬▬ ▬▬ ▬▬▬ ▬ ▬▬▬▬ ▬▬ ▬▬▬ ▬▬ ▬ ▬▬▬ ▬▬ ▬▬▬ ▬ ▬▬▬▬ ▬▬ ▬▬▬ ▬▬ ▬ ▬▬▬ ▬▬ ▬▬▬ ▬ ▬▬▬▬ ▬▬ ▬▬▬ ▬▬ ▬ ▬▬▬ ▬▬ ▬▬▬ ▬ ▬▬▬▬ ▬▬ ▬▬▬ ▬▬ ▬ ▬▬▬ ▬▬ ▬▬▬ ▬ ▬▬▬▬ ▬▬ ▬▬▬ ▬▬ ▬ ▬▬▬ ▬▬ ▬▬▬ ▬ ▬▬▬▬ ▬▬ ▬▬▬ ▬▬ ▬ ▬▬▬ ▬▬ ▬▬▬ ▬ ▬▬▬▬ ▬▬ ▬▬▬ ▬▬ ▬ ▬▬▬ ▬▬ ▬▬▬ ▬ ▬▬▬▬ ▬▬ ▬▬▬ ▬▬ ▬ ▬▬▬ ▬▬ ▬▬▬ ▬ ▬▬▬▬ ▬▬ ▬▬▬ ▬▬ ▬ ▬▬▬ ▬▬ ▬▬▬ ▬ ▬▬▬▬ ▬▬ ▬▬▬ ▬▬ ▬ ▬▬▬ ▬▬ ▬▬▬ ▬ ▬▬▬▬ ▬▬ ▬▬▬ ▬▬ ▬ ▬▬▬ ▬▬ ▬▬▬ ▬ ▬▬▬▬ ▬▬ ▬▬▬ ▬▬ ▬ ▬▬▬ ▬▬ ▬▬▬ ▬ ▬▬▬▬ ▬▬ ▬▬▬ ▬▬ ▬ ▬▬▬ [800, 234, 919, 400]
column-text-texture: ▬▬ ▬▬▬ ▬ ▬▬▬▬ ▬▬ ▬▬▬ ▬▬ ▬ ▬▬▬ ▬▬ ▬▬▬ ▬ ▬▬▬▬ ▬▬ ▬▬▬ ▬▬ ▬ ▬▬▬ ▬▬ ▬▬▬ ▬ ▬▬▬▬ ▬▬ ▬▬▬ ▬▬ ▬ ▬▬▬ ▬▬ ▬▬▬ ▬ ▬▬▬▬ ▬▬ ▬▬▬ ▬▬ ▬ ▬▬▬ ▬▬ ▬▬▬ ▬ ▬▬▬▬ ▬▬ ▬▬▬ ▬▬ ▬ ▬▬▬ ▬▬ ▬▬▬ ▬ ▬▬▬▬ ▬▬ ▬▬▬ ▬▬ ▬ ▬▬▬ ▬▬ ▬▬▬ ▬ ▬▬▬▬ ▬▬ ▬▬▬ ▬▬ ▬ ▬▬▬ ▬▬ ▬▬▬ ▬ ▬▬▬▬ ▬▬ ▬▬▬ ▬▬ ▬ ▬▬▬ ▬▬ ▬▬▬ ▬ ▬▬▬▬ ▬▬ ▬▬▬ ▬▬ ▬ ▬▬▬ ▬▬ ▬▬▬ ▬ ▬▬▬▬ ▬▬ ▬▬▬ ▬▬ ▬ ▬▬▬ ▬▬ ▬▬▬ ▬ ▬▬▬▬ ▬▬ ▬▬▬ ▬▬ ▬ ▬▬▬ ▬▬ ▬▬▬ ▬ ▬▬▬▬ ▬▬ ▬▬▬ ▬▬ ▬ ▬▬▬ ▬▬ ▬▬▬ ▬ ▬▬▬▬ ▬▬ ▬▬▬ ▬▬ ▬ ▬▬▬ [800, 83, 919, 221]
column-text-texture: ▬▬ ▬▬▬ ▬ ▬▬▬▬ ▬▬ ▬▬▬ ▬▬ ▬ ▬▬▬ ▬▬ ▬▬▬ ▬ ▬▬▬▬ ▬▬ ▬▬▬ ▬▬ ▬ ▬▬▬ ▬▬ ▬▬▬ ▬ ▬▬▬▬ ▬▬ ▬▬▬ ▬▬ ▬ ▬▬▬ ▬▬ ▬▬▬ ▬ ▬▬▬▬ ▬▬ ▬▬▬ ▬▬ ▬ ▬▬▬ ▬▬ ▬▬▬ ▬ ▬▬▬▬ ▬▬ ▬▬▬ ▬▬ ▬ ▬▬▬ ▬▬ ▬▬▬ ▬ ▬▬▬▬ ▬▬ ▬▬▬ ▬▬ ▬ ▬▬▬ ▬▬ ▬▬▬ ▬ ▬▬▬▬ ▬▬ ▬▬▬ ▬▬ ▬ ▬▬▬ ▬▬ ▬▬▬ ▬ ▬▬▬▬ ▬▬ ▬▬▬ ▬▬ ▬ ▬▬▬ ▬▬ ▬▬▬ ▬ ▬▬▬▬ ▬▬ ▬▬▬ ▬▬ ▬ ▬▬▬ ▬▬ ▬▬▬ ▬ ▬▬▬▬ ▬▬ ▬▬▬ ▬▬ ▬ ▬▬▬ ▬▬ ▬▬▬ ▬ ▬▬▬▬ ▬▬ ▬▬▬ ▬▬ ▬ ▬▬▬ ▬▬ ▬▬▬ ▬ ▬▬▬▬ ▬▬ ▬▬▬ ▬▬ ▬ ▬▬▬ ▬▬ ▬▬▬ ▬ ▬▬▬▬ ▬▬ ▬▬▬ ▬▬ ▬ ▬▬▬ ▬▬ ▬▬▬ ▬ ▬▬▬▬ ▬▬ ▬▬▬ ▬▬ ▬ ▬▬▬ ▬▬ ▬▬▬ ▬ ▬▬▬▬ ▬▬ ▬▬▬ ▬▬ ▬ ▬▬▬ ▬▬ ▬▬▬ ▬ ▬▬▬▬ ▬▬ ▬▬▬ ▬▬ ▬ ▬▬▬ ▬▬ ▬▬▬ ▬ ▬▬▬▬ ▬▬ ▬▬▬ ▬▬ ▬ ▬▬▬ ▬▬ ▬▬▬ ▬ ▬▬▬▬ ▬▬ ▬▬▬ ▬▬ ▬ ▬▬▬ ▬▬ ▬▬▬ ▬ ▬▬▬▬ ▬▬ ▬▬▬ ▬▬ ▬ ▬▬▬ ▬▬ ▬▬▬ ▬ ▬▬▬▬ ▬▬ ▬▬▬ ▬▬ ▬ ▬▬▬ [539, 1121, 658, 1330]
column-text-texture: ▬▬ ▬▬▬ ▬ ▬▬▬▬ ▬▬ ▬▬▬ ▬▬ ▬ ▬▬▬ ▬▬ ▬▬▬ ▬ ▬▬▬▬ ▬▬ ▬▬▬ ▬▬ ▬ ▬▬▬ ▬▬ ▬▬▬ ▬ ▬▬▬▬ ▬▬ ▬▬▬ ▬▬ ▬ ▬▬▬ ▬▬ ▬▬▬ ▬ ▬▬▬▬ ▬▬ ▬▬▬ ▬▬ ▬ ▬▬▬ ▬▬ ▬▬▬ ▬ ▬▬▬▬ ▬▬ ▬▬▬ ▬▬ ▬ ▬▬▬ ▬▬ ▬▬▬ ▬ ▬▬▬▬ ▬▬ ▬▬▬ ▬▬ ▬ ▬▬▬ ▬▬ ▬▬▬ ▬ ▬▬▬▬ ▬▬ ▬▬▬ ▬▬ ▬ ▬▬▬ ▬▬ ▬▬▬ ▬ ▬▬▬▬ ▬▬ ▬▬▬ ▬▬ ▬ ▬▬▬ ▬▬ ▬▬▬ ▬ ▬▬▬▬ ▬▬ ▬▬▬ ▬▬ ▬ ▬▬▬ ▬▬ ▬▬▬ ▬ ▬▬▬▬ ▬▬ ▬▬▬ ▬▬ ▬ ▬▬▬ ▬▬ ▬▬▬ ▬ ▬▬▬▬ ▬▬ ▬▬▬ ▬▬ ▬ ▬▬▬ ▬▬ ▬▬▬ ▬ ▬▬▬▬ ▬▬ ▬▬▬ ▬▬ ▬ ▬▬▬ [17, 1359, 136, 1480]
sub-heading: ORGAN RECITAL. [305, 717, 370, 727]
body-paragraph: "Kismet," the brilliant Oriental play, in which Mr. Oscar Asche, Miss Lily Brayton, and their supporting company, have carried the enthusiastic audiences at the Opera House on Saturday. [278, 219, 397, 264]
column-text-texture: ▬▬ ▬▬▬ ▬ ▬▬▬▬ ▬▬ ▬▬▬ ▬▬ ▬ ▬▬▬ ▬▬ ▬▬▬ ▬ ▬▬▬▬ ▬▬ ▬▬▬ ▬▬ ▬ ▬▬▬ ▬▬ ▬▬▬ ▬ ▬▬▬▬ ▬▬ ▬▬▬ ▬▬ ▬ ▬▬▬ ▬▬ ▬▬▬ ▬ ▬▬▬▬ ▬▬ ▬▬▬ ▬▬ ▬ ▬▬▬ ▬▬ ▬▬▬ ▬ ▬▬▬▬ ▬▬ ▬▬▬ ▬▬ ▬ ▬▬▬ ▬▬ ▬▬▬ ▬ ▬▬▬▬ ▬▬ ▬▬▬ ▬▬ ▬ ▬▬▬ ▬▬ ▬▬▬ ▬ ▬▬▬▬ ▬▬ ▬▬▬ ▬▬ ▬ ▬▬▬ ▬▬ ▬▬▬ ▬ ▬▬▬▬ ▬▬ ▬▬▬ ▬▬ ▬ ▬▬▬ ▬▬ ▬▬▬ ▬ ▬▬▬▬ ▬▬ ▬▬▬ ▬▬ ▬ ▬▬▬ ▬▬ ▬▬▬ ▬ ▬▬▬▬ ▬▬ ▬▬▬ ▬▬ ▬ ▬▬▬ ▬▬ ▬▬▬ ▬ ▬▬▬▬ ▬▬ ▬▬▬ ▬▬ ▬ ▬▬▬ ▬▬ ▬▬▬ ▬ ▬▬▬▬ ▬▬ ▬▬▬ ▬▬ ▬ ▬▬▬ ▬▬ ▬▬▬ ▬ ▬▬▬▬ ▬▬ ▬▬▬ ▬▬ ▬ ▬▬▬ ▬▬ ▬▬▬ ▬ ▬▬▬▬ ▬▬ ▬▬▬ ▬▬ ▬ ▬▬▬ ▬▬ ▬▬▬ ▬ ▬▬▬▬ ▬▬ ▬▬▬ ▬▬ ▬ ▬▬▬ ▬▬ ▬▬▬ ▬ ▬▬▬▬ ▬▬ ▬▬▬ ▬▬ ▬ ▬▬▬ ▬▬ ▬▬▬ ▬ ▬▬▬▬ ▬▬ ▬▬▬ ▬▬ ▬ ▬▬▬ ▬▬ ▬▬▬ ▬ ▬▬▬▬ ▬▬ ▬▬▬ ▬▬ ▬ ▬▬▬ ▬▬ ▬▬▬ ▬ ▬▬▬▬ ▬▬ ▬▬▬ ▬▬ ▬ ▬▬▬ ▬▬ ▬▬▬ ▬ ▬▬▬▬ ▬▬ ▬▬▬ ▬▬ ▬ ▬▬▬ [408, 79, 527, 288]
sub-heading: MR. MASSEY'S HINT. [38, 418, 115, 427]
column-8 [930, 51, 1038, 1525]
section-divider [408, 1072, 527, 1073]
section-divider [17, 1081, 136, 1082]
column-text-texture: ▬▬ ▬▬▬ ▬ ▬▬▬▬ ▬▬ ▬▬▬ ▬▬ ▬ ▬▬▬ ▬▬ ▬▬▬ ▬ ▬▬▬▬ ▬▬ ▬▬▬ ▬▬ ▬ ▬▬▬ ▬▬ ▬▬▬ ▬ ▬▬▬▬ ▬▬ ▬▬▬ ▬▬ ▬ ▬▬▬ ▬▬ ▬▬▬ ▬ ▬▬▬▬ ▬▬ ▬▬▬ ▬▬ ▬ ▬▬▬ ▬▬ ▬▬▬ ▬ ▬▬▬▬ ▬▬ ▬▬▬ ▬▬ ▬ ▬▬▬ ▬▬ ▬▬▬ ▬ ▬▬▬▬ ▬▬ ▬▬▬ ▬▬ ▬ ▬▬▬ ▬▬ ▬▬▬ ▬ ▬▬▬▬ ▬▬ ▬▬▬ ▬▬ ▬ ▬▬▬ ▬▬ ▬▬▬ ▬ ▬▬▬▬ ▬▬ ▬▬▬ ▬▬ ▬ ▬▬▬ ▬▬ ▬▬▬ ▬ ▬▬▬▬ ▬▬ ▬▬▬ ▬▬ ▬ ▬▬▬ ▬▬ ▬▬▬ ▬ ▬▬▬▬ ▬▬ ▬▬▬ ▬▬ ▬ ▬▬▬ ▬▬ ▬▬▬ ▬ ▬▬▬▬ ▬▬ ▬▬▬ ▬▬ ▬ ▬▬▬ ▬▬ ▬▬▬ ▬ ▬▬▬▬ ▬▬ ▬▬▬ ▬▬ ▬ ▬▬▬ ▬▬ ▬▬▬ ▬ ▬▬▬▬ ▬▬ ▬▬▬ ▬▬ ▬ ▬▬▬ ▬▬ ▬▬▬ ▬ ▬▬▬▬ ▬▬ ▬▬▬ ▬▬ ▬ ▬▬▬ ▬▬ ▬▬▬ ▬ ▬▬▬▬ ▬▬ ▬▬▬ ▬▬ ▬ ▬▬▬ ▬▬ ▬▬▬ ▬ ▬▬▬▬ ▬▬ ▬▬▬ ▬▬ ▬ ▬▬▬ ▬▬ ▬▬▬ ▬ ▬▬▬▬ ▬▬ ▬▬▬ ▬▬ ▬ ▬▬▬ ▬▬ ▬▬▬ ▬ ▬▬▬▬ ▬▬ ▬▬▬ ▬▬ ▬ ▬▬▬ ▬▬ ▬▬▬ ▬ ▬▬▬▬ ▬▬ ▬▬▬ ▬▬ ▬ ▬▬▬ ▬▬ ▬▬▬ ▬ ▬▬▬▬ ▬▬ ▬▬▬ ▬▬ ▬ ▬▬▬ ▬▬ ▬▬▬ ▬ ▬▬▬▬ ▬▬ ▬▬▬ ▬▬ ▬ ▬▬▬ ▬▬ ▬▬▬ ▬ ▬▬▬▬ ▬▬ ▬▬▬ ▬▬ ▬ ▬▬▬ ▬▬ ▬▬▬ ▬ ▬▬▬▬ ▬▬ ▬▬▬ ▬▬ ▬ ▬▬▬ [930, 355, 1038, 626]
sub-heading: CONTINUANCE WINS STEEPLECHASE. [820, 402, 898, 420]
article-headline: ENTERTAINMENTS. [286, 55, 388, 66]
sub-heading: WON BY ROYAL SCOTCH. [812, 929, 906, 938]
sub-heading: BAND CONCERT. [306, 842, 369, 851]
